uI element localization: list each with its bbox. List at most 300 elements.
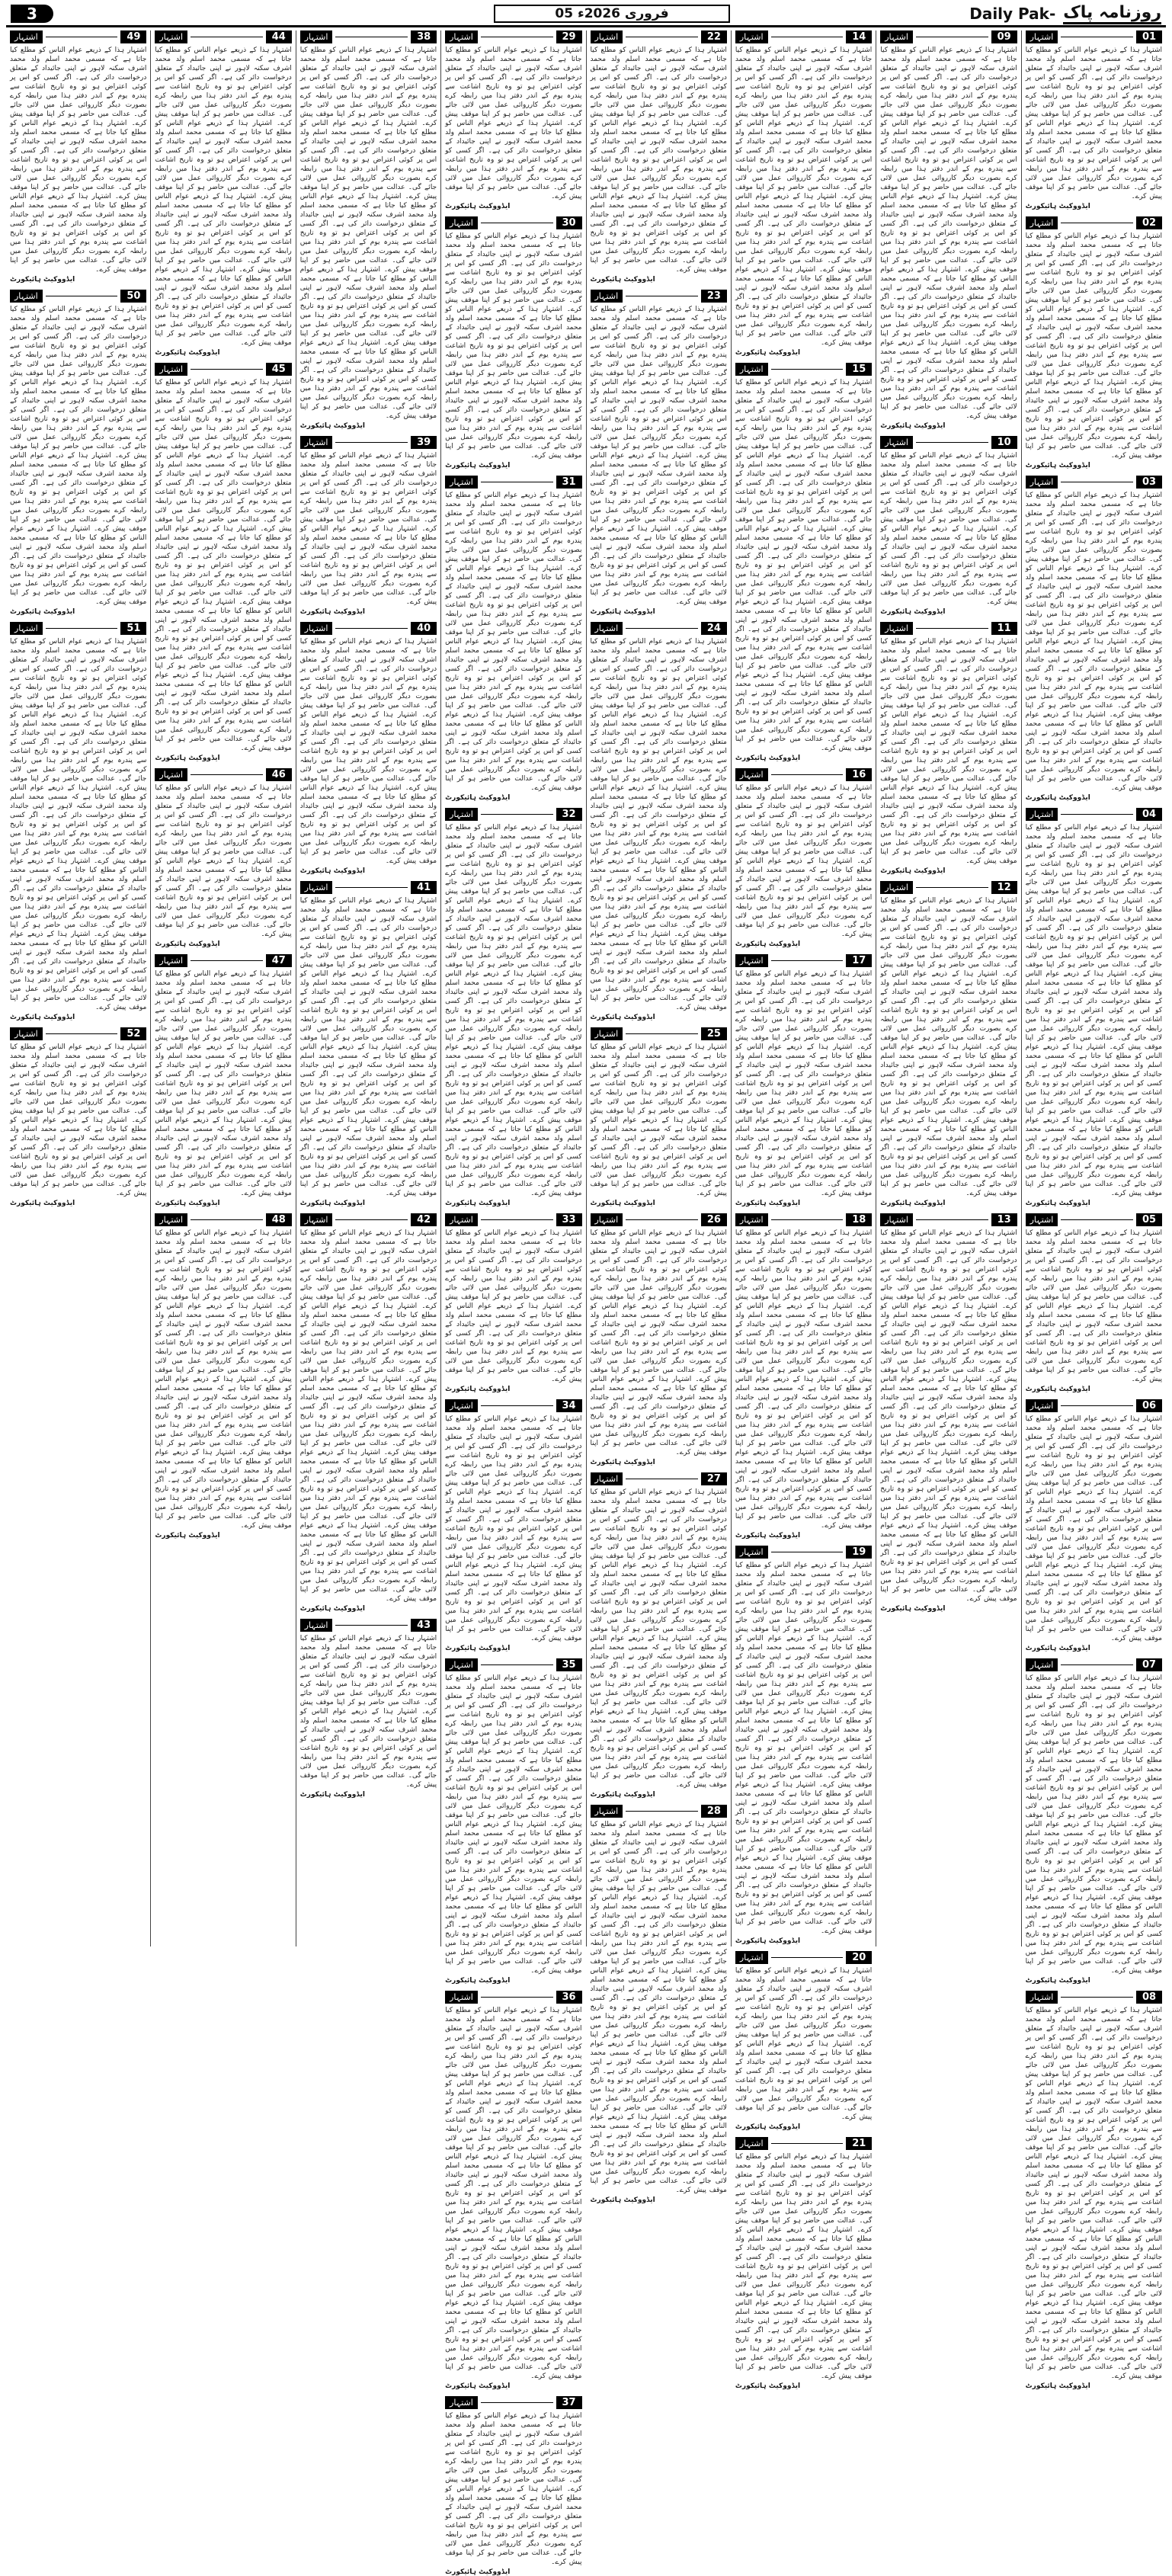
ad-header bbox=[735, 1213, 872, 1226]
classified-ad bbox=[1026, 1213, 1162, 1393]
ad-title: اشتہار bbox=[735, 363, 768, 376]
ad-body: اشتہار ہذا کے ذریعے عوام الناس کو مطلع کیا جاتا ہے کہ مسمی محمد اسلم ولد محمد اشرف سکنہ لاہور نے اپنی جائیداد کے متعلق درخواست دائر کی ہے۔ اگر کسی کو اس پر کوئی اعتراض ہو تو وہ تاریخ اشاعت سے پندرہ یوم کے اندر دفتر ہذا میں رابطہ کرے بصورت دیگر کارروائی عمل میں لائی جائے گی۔ عدالت میں حاضر ہو کر اپنا موقف پیش کرے۔ اشتہار ہذا کے ذریعے عوام الناس کو مطلع کیا جاتا ہے کہ مسمی محمد اسلم ولد محمد اشرف سکنہ لاہور نے اپنی جائیداد کے متعلق درخواست دائر کی ہے۔ اگر کسی کو اس پر کوئی اعتراض ہو تو وہ تاریخ اشاعت سے پندرہ یوم کے اندر دفتر ہذا میں رابطہ کرے بصورت دیگر کارروائی عمل میں لائی جائے گی۔ عدالت میں حاضر ہو کر اپنا موقف پیش کرے۔ اشتہار ہذا کے ذریعے عوام الناس کو مطلع کیا جاتا ہے کہ مسمی محمد اسلم ولد محمد اشرف سکنہ لاہور نے اپنی جائیداد کے متعلق درخواست دائر کی ہے۔ اگر کسی کو اس پر کوئی اعتراض ہو تو وہ تاریخ اشاعت سے پندرہ یوم کے اندر دفتر ہذا میں رابطہ کرے بصورت دیگر کارروائی عمل میں لائی جائے گی۔ عدالت میں حاضر ہو کر اپنا موقف پیش کرے۔ bbox=[590, 1229, 727, 1456]
ad-number: 20 bbox=[846, 1951, 872, 1964]
ad-title: اشتہار bbox=[591, 622, 623, 635]
ad-number: 35 bbox=[556, 1658, 582, 1671]
ad-body: اشتہار ہذا کے ذریعے عوام الناس کو مطلع کیا جاتا ہے کہ مسمی محمد اسلم ولد محمد اشرف سکنہ لاہور نے اپنی جائیداد کے متعلق درخواست دائر کی ہے۔ اگر کسی کو اس پر کوئی اعتراض ہو تو وہ تاریخ اشاعت سے پندرہ یوم کے اندر دفتر ہذا میں رابطہ کرے بصورت دیگر کارروائی عمل میں لائی جائے گی۔ عدالت میں حاضر ہو کر اپنا موقف پیش کرے۔ اشتہار ہذا کے ذریعے عوام الناس کو مطلع کیا جاتا ہے کہ مسمی محمد اسلم ولد محمد اشرف سکنہ لاہور نے اپنی جائیداد کے متعلق درخواست دائر کی ہے۔ اگر کسی کو اس پر کوئی اعتراض ہو تو وہ تاریخ اشاعت سے پندرہ یوم کے اندر دفتر ہذا میں رابطہ کرے بصورت دیگر کارروائی عمل میں لائی جائے گی۔ عدالت میں حاضر ہو کر اپنا موقف پیش کرے۔ اشتہار ہذا کے ذریعے عوام الناس کو مطلع کیا جاتا ہے کہ مسمی محمد اسلم ولد محمد اشرف سکنہ لاہور نے اپنی جائیداد کے متعلق درخواست دائر کی ہے۔ اگر کسی کو اس پر کوئی اعتراض ہو تو وہ تاریخ اشاعت سے پندرہ یوم کے اندر دفتر ہذا میں رابطہ کرے بصورت دیگر کارروائی عمل میں لائی جائے گی۔ عدالت میں حاضر ہو کر اپنا موقف پیش کرے۔ اشتہار ہذا کے ذریعے عوام الناس کو مطلع کیا جاتا ہے کہ مسمی محمد اسلم ولد محمد اشرف سکنہ لاہور نے اپنی جائیداد کے متعلق درخواست دائر کی ہے۔ اگر کسی کو اس پر کوئی اعتراض ہو تو وہ تاریخ اشاعت سے پندرہ یوم کے اندر دفتر ہذا میں رابطہ کرے بصورت دیگر کارروائی عمل میں لائی جائے گی۔ عدالت میں حاضر ہو کر اپنا موقف پیش کرے۔ bbox=[590, 1488, 727, 1789]
ad-body: اشتہار ہذا کے ذریعے عوام الناس کو مطلع کیا جاتا ہے کہ مسمی محمد اسلم ولد محمد اشرف سکنہ لاہور نے اپنی جائیداد کے متعلق درخواست دائر کی ہے۔ اگر کسی کو اس پر کوئی اعتراض ہو تو وہ تاریخ اشاعت سے پندرہ یوم کے اندر دفتر ہذا میں رابطہ کرے بصورت دیگر کارروائی عمل میں لائی جائے گی۔ عدالت میں حاضر ہو کر اپنا موقف پیش کرے۔ اشتہار ہذا کے ذریعے عوام الناس کو مطلع کیا جاتا ہے کہ مسمی محمد اسلم ولد محمد اشرف سکنہ لاہور نے اپنی جائیداد کے متعلق درخواست دائر کی ہے۔ اگر کسی کو اس پر کوئی اعتراض ہو تو وہ تاریخ اشاعت سے پندرہ یوم کے اندر دفتر ہذا میں رابطہ کرے بصورت دیگر کارروائی عمل میں لائی جائے گی۔ عدالت میں حاضر ہو کر اپنا موقف پیش کرے۔ اشتہار ہذا کے ذریعے عوام الناس کو مطلع کیا جاتا ہے کہ مسمی محمد اسلم ولد محمد اشرف سکنہ لاہور نے اپنی جائیداد کے متعلق درخواست دائر کی ہے۔ اگر کسی کو اس پر کوئی اعتراض ہو تو وہ تاریخ اشاعت سے پندرہ یوم کے اندر دفتر ہذا میں رابطہ کرے بصورت دیگر کارروائی عمل میں لائی جائے گی۔ عدالت میں حاضر ہو کر اپنا موقف پیش کرے۔ اشتہار ہذا کے ذریعے عوام الناس کو مطلع کیا جاتا ہے کہ مسمی محمد اسلم ولد محمد اشرف سکنہ لاہور نے اپنی جائیداد کے متعلق درخواست دائر کی ہے۔ اگر کسی کو اس پر کوئی اعتراض ہو تو وہ تاریخ اشاعت سے پندرہ یوم کے اندر دفتر ہذا میں رابطہ کرے بصورت دیگر کارروائی عمل میں لائی جائے گی۔ عدالت میں حاضر ہو کر اپنا موقف پیش کرے۔ اشتہار ہذا کے ذریعے عوام الناس کو مطلع کیا جاتا ہے کہ مسمی محمد اسلم ولد محمد اشرف سکنہ لاہور نے اپنی جائیداد کے متعلق درخواست دائر کی ہے۔ اگر کسی کو اس پر کوئی اعتراض ہو تو وہ تاریخ اشاعت سے پندرہ یوم کے اندر دفتر ہذا میں رابطہ کرے بصورت دیگر کارروائی عمل میں لائی جائے گی۔ عدالت میں حاضر ہو کر اپنا موقف پیش کرے۔ bbox=[880, 46, 1017, 420]
ad-signature: ایڈووکیٹ ہائیکورٹ bbox=[590, 608, 655, 616]
ad-signature: ایڈووکیٹ ہائیکورٹ bbox=[445, 794, 511, 802]
ad-header bbox=[880, 622, 1017, 635]
ad-body: اشتہار ہذا کے ذریعے عوام الناس کو مطلع کیا جاتا ہے کہ مسمی محمد اسلم ولد محمد اشرف سکنہ لاہور نے اپنی جائیداد کے متعلق درخواست دائر کی ہے۔ اگر کسی کو اس پر کوئی اعتراض ہو تو وہ تاریخ اشاعت سے پندرہ یوم کے اندر دفتر ہذا میں رابطہ کرے بصورت دیگر کارروائی عمل میں لائی جائے گی۔ عدالت میں حاضر ہو کر اپنا موقف پیش کرے۔ اشتہار ہذا کے ذریعے عوام الناس کو مطلع کیا جاتا ہے کہ مسمی محمد اسلم ولد محمد اشرف سکنہ لاہور نے اپنی جائیداد کے متعلق درخواست دائر کی ہے۔ اگر کسی کو اس پر کوئی اعتراض ہو تو وہ تاریخ اشاعت سے پندرہ یوم کے اندر دفتر ہذا میں رابطہ کرے بصورت دیگر کارروائی عمل میں لائی جائے گی۔ عدالت میں حاضر ہو کر اپنا موقف پیش کرے۔ bbox=[155, 784, 292, 938]
ad-signature: ایڈووکیٹ ہائیکورٹ bbox=[735, 1532, 801, 1540]
ad-number: 30 bbox=[556, 216, 582, 229]
ad-title: اشتہار bbox=[155, 1213, 187, 1226]
ad-header bbox=[445, 1213, 581, 1226]
classified-ad bbox=[1026, 1658, 1162, 1985]
classified-ad bbox=[10, 290, 146, 616]
ad-header bbox=[735, 1546, 872, 1559]
classified-ad bbox=[880, 1213, 1017, 1613]
ad-number: 39 bbox=[411, 436, 437, 449]
classified-ad bbox=[591, 1213, 727, 1466]
ad-column bbox=[6, 30, 150, 1946]
ad-number: 11 bbox=[991, 622, 1017, 635]
ad-signature: ایڈووکیٹ ہائیکورٹ bbox=[1025, 1386, 1090, 1393]
ad-title: اشتہار bbox=[445, 1399, 478, 1412]
ad-title: اشتہار bbox=[735, 1546, 768, 1559]
ad-body: اشتہار ہذا کے ذریعے عوام الناس کو مطلع کیا جاتا ہے کہ مسمی محمد اسلم ولد محمد اشرف سکنہ لاہور نے اپنی جائیداد کے متعلق درخواست دائر کی ہے۔ اگر کسی کو اس پر کوئی اعتراض ہو تو وہ تاریخ اشاعت سے پندرہ یوم کے اندر دفتر ہذا میں رابطہ کرے بصورت دیگر کارروائی عمل میں لائی جائے گی۔ عدالت میں حاضر ہو کر اپنا موقف پیش کرے۔ اشتہار ہذا کے ذریعے عوام الناس کو مطلع کیا جاتا ہے کہ مسمی محمد اسلم ولد محمد اشرف سکنہ لاہور نے اپنی جائیداد کے متعلق درخواست دائر کی ہے۔ اگر کسی کو اس پر کوئی اعتراض ہو تو وہ تاریخ اشاعت سے پندرہ یوم کے اندر دفتر ہذا میں رابطہ کرے بصورت دیگر کارروائی عمل میں لائی جائے گی۔ عدالت میں حاضر ہو کر اپنا موقف پیش کرے۔ اشتہار ہذا کے ذریعے عوام الناس کو مطلع کیا جاتا ہے کہ مسمی محمد اسلم ولد محمد اشرف سکنہ لاہور نے اپنی جائیداد کے متعلق درخواست دائر کی ہے۔ اگر کسی کو اس پر کوئی اعتراض ہو تو وہ تاریخ اشاعت سے پندرہ یوم کے اندر دفتر ہذا میں رابطہ کرے بصورت دیگر کارروائی عمل میں لائی جائے گی۔ عدالت میں حاضر ہو کر اپنا موقف پیش کرے۔ bbox=[1025, 1415, 1162, 1642]
ad-divider bbox=[626, 1033, 698, 1034]
ad-header bbox=[1026, 1658, 1162, 1671]
ad-number: 12 bbox=[991, 881, 1017, 894]
classified-ad bbox=[300, 1619, 437, 1799]
ad-number: 48 bbox=[266, 1213, 292, 1226]
ad-body: اشتہار ہذا کے ذریعے عوام الناس کو مطلع کیا جاتا ہے کہ مسمی محمد اسلم ولد محمد اشرف سکنہ لاہور نے اپنی جائیداد کے متعلق درخواست دائر کی ہے۔ اگر کسی کو اس پر کوئی اعتراض ہو تو وہ تاریخ اشاعت سے پندرہ یوم کے اندر دفتر ہذا میں رابطہ کرے بصورت دیگر کارروائی عمل میں لائی جائے گی۔ عدالت میں حاضر ہو کر اپنا موقف پیش کرے۔ اشتہار ہذا کے ذریعے عوام الناس کو مطلع کیا جاتا ہے کہ مسمی محمد اسلم ولد محمد اشرف سکنہ لاہور نے اپنی جائیداد کے متعلق درخواست دائر کی ہے۔ اگر کسی کو اس پر کوئی اعتراض ہو تو وہ تاریخ اشاعت سے پندرہ یوم کے اندر دفتر ہذا میں رابطہ کرے بصورت دیگر کارروائی عمل میں لائی جائے گی۔ عدالت میں حاضر ہو کر اپنا موقف پیش کرے۔ اشتہار ہذا کے ذریعے عوام الناس کو مطلع کیا جاتا ہے کہ مسمی محمد اسلم ولد محمد اشرف سکنہ لاہور نے اپنی جائیداد کے متعلق درخواست دائر کی ہے۔ اگر کسی کو اس پر کوئی اعتراض ہو تو وہ تاریخ اشاعت سے پندرہ یوم کے اندر دفتر ہذا میں رابطہ کرے بصورت دیگر کارروائی عمل میں لائی جائے گی۔ عدالت میں حاضر ہو کر اپنا موقف پیش کرے۔ اشتہار ہذا کے ذریعے عوام الناس کو مطلع کیا جاتا ہے کہ مسمی محمد اسلم ولد محمد اشرف سکنہ لاہور نے اپنی جائیداد کے متعلق درخواست دائر کی ہے۔ اگر کسی کو اس پر کوئی اعتراض ہو تو وہ تاریخ اشاعت سے پندرہ یوم کے اندر دفتر ہذا میں رابطہ کرے بصورت دیگر کارروائی عمل میں لائی جائے گی۔ عدالت میں حاضر ہو کر اپنا موقف پیش کرے۔ اشتہار ہذا کے ذریعے عوام الناس کو مطلع کیا جاتا ہے کہ مسمی محمد اسلم ولد محمد اشرف سکنہ لاہور نے اپنی جائیداد کے متعلق درخواست دائر کی ہے۔ اگر کسی کو اس پر کوئی اعتراض ہو تو وہ تاریخ اشاعت سے پندرہ یوم کے اندر دفتر ہذا میں رابطہ کرے بصورت دیگر کارروائی عمل میں لائی جائے گی۔ عدالت میں حاضر ہو کر اپنا موقف پیش کرے۔ bbox=[445, 2007, 582, 2380]
ad-body: اشتہار ہذا کے ذریعے عوام الناس کو مطلع کیا جاتا ہے کہ مسمی محمد اسلم ولد محمد اشرف سکنہ لاہور نے اپنی جائیداد کے متعلق درخواست دائر کی ہے۔ اگر کسی کو اس پر کوئی اعتراض ہو تو وہ تاریخ اشاعت سے پندرہ یوم کے اندر دفتر ہذا میں رابطہ کرے بصورت دیگر کارروائی عمل میں لائی جائے گی۔ عدالت میں حاضر ہو کر اپنا موقف پیش کرے۔ اشتہار ہذا کے ذریعے عوام الناس کو مطلع کیا جاتا ہے کہ مسمی محمد اسلم ولد محمد اشرف سکنہ لاہور نے اپنی جائیداد کے متعلق درخواست دائر کی ہے۔ اگر کسی کو اس پر کوئی اعتراض ہو تو وہ تاریخ اشاعت سے پندرہ یوم کے اندر دفتر ہذا میں رابطہ کرے بصورت دیگر کارروائی عمل میں لائی جائے گی۔ عدالت میں حاضر ہو کر اپنا موقف پیش کرے۔ اشتہار ہذا کے ذریعے عوام الناس کو مطلع کیا جاتا ہے کہ مسمی محمد اسلم ولد محمد اشرف سکنہ لاہور نے اپنی جائیداد کے متعلق درخواست دائر کی ہے۔ اگر کسی کو اس پر کوئی اعتراض ہو تو وہ تاریخ اشاعت سے پندرہ یوم کے اندر دفتر ہذا میں رابطہ کرے بصورت دیگر کارروائی عمل میں لائی جائے گی۔ عدالت میں حاضر ہو کر اپنا موقف پیش کرے۔ bbox=[735, 970, 873, 1197]
ad-number: 22 bbox=[701, 30, 727, 43]
ad-header bbox=[445, 2396, 581, 2409]
classified-ad bbox=[880, 30, 1017, 430]
ad-signature: ایڈووکیٹ ہائیکورٹ bbox=[735, 755, 801, 762]
ad-body: اشتہار ہذا کے ذریعے عوام الناس کو مطلع کیا جاتا ہے کہ مسمی محمد اسلم ولد محمد اشرف سکنہ لاہور نے اپنی جائیداد کے متعلق درخواست دائر کی ہے۔ اگر کسی کو اس پر کوئی اعتراض ہو تو وہ تاریخ اشاعت سے پندرہ یوم کے اندر دفتر ہذا میں رابطہ کرے بصورت دیگر کارروائی عمل میں لائی جائے گی۔ عدالت میں حاضر ہو کر اپنا موقف پیش کرے۔ اشتہار ہذا کے ذریعے عوام الناس کو مطلع کیا جاتا ہے کہ مسمی محمد اسلم ولد محمد اشرف سکنہ لاہور نے اپنی جائیداد کے متعلق درخواست دائر کی ہے۔ اگر کسی کو اس پر کوئی اعتراض ہو تو وہ تاریخ اشاعت سے پندرہ یوم کے اندر دفتر ہذا میں رابطہ کرے بصورت دیگر کارروائی عمل میں لائی جائے گی۔ عدالت میں حاضر ہو کر اپنا موقف پیش کرے۔ اشتہار ہذا کے ذریعے عوام الناس کو مطلع کیا جاتا ہے کہ مسمی محمد اسلم ولد محمد اشرف سکنہ لاہور نے اپنی جائیداد کے متعلق درخواست دائر کی ہے۔ اگر کسی کو اس پر کوئی اعتراض ہو تو وہ تاریخ اشاعت سے پندرہ یوم کے اندر دفتر ہذا میں رابطہ کرے بصورت دیگر کارروائی عمل میں لائی جائے گی۔ عدالت میں حاضر ہو کر اپنا موقف پیش کرے۔ bbox=[880, 638, 1017, 865]
ad-signature: ایڈووکیٹ ہائیکورٹ bbox=[880, 422, 946, 430]
ad-column bbox=[586, 30, 731, 2204]
classified-ad bbox=[1026, 1991, 1162, 2390]
ad-body: اشتہار ہذا کے ذریعے عوام الناس کو مطلع کیا جاتا ہے کہ مسمی محمد اسلم ولد محمد اشرف سکنہ لاہور نے اپنی جائیداد کے متعلق درخواست دائر کی ہے۔ اگر کسی کو اس پر کوئی اعتراض ہو تو وہ تاریخ اشاعت سے پندرہ یوم کے اندر دفتر ہذا میں رابطہ کرے بصورت دیگر کارروائی عمل میں لائی جائے گی۔ عدالت میں حاضر ہو کر اپنا موقف پیش کرے۔ اشتہار ہذا کے ذریعے عوام الناس کو مطلع کیا جاتا ہے کہ مسمی محمد اسلم ولد محمد اشرف سکنہ لاہور نے اپنی جائیداد کے متعلق درخواست دائر کی ہے۔ اگر کسی کو اس پر کوئی اعتراض ہو تو وہ تاریخ اشاعت سے پندرہ یوم کے اندر دفتر ہذا میں رابطہ کرے بصورت دیگر کارروائی عمل میں لائی جائے گی۔ عدالت میں حاضر ہو کر اپنا موقف پیش کرے۔ اشتہار ہذا کے ذریعے عوام الناس کو مطلع کیا جاتا ہے کہ مسمی محمد اسلم ولد محمد اشرف سکنہ لاہور نے اپنی جائیداد کے متعلق درخواست دائر کی ہے۔ اگر کسی کو اس پر کوئی اعتراض ہو تو وہ تاریخ اشاعت سے پندرہ یوم کے اندر دفتر ہذا میں رابطہ کرے بصورت دیگر کارروائی عمل میں لائی جائے گی۔ عدالت میں حاضر ہو کر اپنا موقف پیش کرے۔ bbox=[590, 46, 727, 274]
ad-header bbox=[300, 881, 437, 894]
ad-signature: ایڈووکیٹ ہائیکورٹ bbox=[880, 1605, 946, 1613]
classified-ad bbox=[591, 1805, 727, 2204]
ad-signature: ایڈووکیٹ ہائیکورٹ bbox=[1025, 1645, 1090, 1652]
ad-header bbox=[1026, 30, 1162, 43]
ad-signature: ایڈووکیٹ ہائیکورٹ bbox=[735, 2123, 801, 2131]
ad-number: 23 bbox=[701, 290, 727, 303]
classified-ad bbox=[735, 954, 872, 1207]
ad-title: اشتہار bbox=[1026, 30, 1058, 43]
ad-number: 50 bbox=[120, 290, 146, 303]
ad-divider bbox=[481, 1997, 553, 1998]
ad-body: اشتہار ہذا کے ذریعے عوام الناس کو مطلع کیا جاتا ہے کہ مسمی محمد اسلم ولد محمد اشرف سکنہ لاہور نے اپنی جائیداد کے متعلق درخواست دائر کی ہے۔ اگر کسی کو اس پر کوئی اعتراض ہو تو وہ تاریخ اشاعت سے پندرہ یوم کے اندر دفتر ہذا میں رابطہ کرے بصورت دیگر کارروائی عمل میں لائی جائے گی۔ عدالت میں حاضر ہو کر اپنا موقف پیش کرے۔ اشتہار ہذا کے ذریعے عوام الناس کو مطلع کیا جاتا ہے کہ مسمی محمد اسلم ولد محمد اشرف سکنہ لاہور نے اپنی جائیداد کے متعلق درخواست دائر کی ہے۔ اگر کسی کو اس پر کوئی اعتراض ہو تو وہ تاریخ اشاعت سے پندرہ یوم کے اندر دفتر ہذا میں رابطہ کرے بصورت دیگر کارروائی عمل میں لائی جائے گی۔ عدالت میں حاضر ہو کر اپنا موقف پیش کرے۔ اشتہار ہذا کے ذریعے عوام الناس کو مطلع کیا جاتا ہے کہ مسمی محمد اسلم ولد محمد اشرف سکنہ لاہور نے اپنی جائیداد کے متعلق درخواست دائر کی ہے۔ اگر کسی کو اس پر کوئی اعتراض ہو تو وہ تاریخ اشاعت سے پندرہ یوم کے اندر دفتر ہذا میں رابطہ کرے بصورت دیگر کارروائی عمل میں لائی جائے گی۔ عدالت میں حاضر ہو کر اپنا موقف پیش کرے۔ اشتہار ہذا کے ذریعے عوام الناس کو مطلع کیا جاتا ہے کہ مسمی محمد اسلم ولد محمد اشرف سکنہ لاہور نے اپنی جائیداد کے متعلق درخواست دائر کی ہے۔ اگر کسی کو اس پر کوئی اعتراض ہو تو وہ تاریخ اشاعت سے پندرہ یوم کے اندر دفتر ہذا میں رابطہ کرے بصورت دیگر کارروائی عمل میں لائی جائے گی۔ عدالت میں حاضر ہو کر اپنا موقف پیش کرے۔ bbox=[590, 306, 727, 606]
ad-title: اشتہار bbox=[10, 622, 43, 635]
classified-ad bbox=[880, 436, 1017, 616]
ad-signature: ایڈووکیٹ ہائیکورٹ bbox=[155, 1532, 220, 1540]
ad-signature: ایڈووکیٹ ہائیکورٹ bbox=[155, 349, 220, 357]
ad-body: اشتہار ہذا کے ذریعے عوام الناس کو مطلع کیا جاتا ہے کہ مسمی محمد اسلم ولد محمد اشرف سکنہ لاہور نے اپنی جائیداد کے متعلق درخواست دائر کی ہے۔ اگر کسی کو اس پر کوئی اعتراض ہو تو وہ تاریخ اشاعت سے پندرہ یوم کے اندر دفتر ہذا میں رابطہ کرے بصورت دیگر کارروائی عمل میں لائی جائے گی۔ عدالت میں حاضر ہو کر اپنا موقف پیش کرے۔ اشتہار ہذا کے ذریعے عوام الناس کو مطلع کیا جاتا ہے کہ مسمی محمد اسلم ولد محمد اشرف سکنہ لاہور نے اپنی جائیداد کے متعلق درخواست دائر کی ہے۔ اگر کسی کو اس پر کوئی اعتراض ہو تو وہ تاریخ اشاعت سے پندرہ یوم کے اندر دفتر ہذا میں رابطہ کرے بصورت دیگر کارروائی عمل میں لائی جائے گی۔ عدالت میں حاضر ہو کر اپنا موقف پیش کرے۔ اشتہار ہذا کے ذریعے عوام الناس کو مطلع کیا جاتا ہے کہ مسمی محمد اسلم ولد محمد اشرف سکنہ لاہور نے اپنی جائیداد کے متعلق درخواست دائر کی ہے۔ اگر کسی کو اس پر کوئی اعتراض ہو تو وہ تاریخ اشاعت سے پندرہ یوم کے اندر دفتر ہذا میں رابطہ کرے بصورت دیگر کارروائی عمل میں لائی جائے گی۔ عدالت میں حاضر ہو کر اپنا موقف پیش کرے۔ اشتہار ہذا کے ذریعے عوام الناس کو مطلع کیا جاتا ہے کہ مسمی محمد اسلم ولد محمد اشرف سکنہ لاہور نے اپنی جائیداد کے متعلق درخواست دائر کی ہے۔ اگر کسی کو اس پر کوئی اعتراض ہو تو وہ تاریخ اشاعت سے پندرہ یوم کے اندر دفتر ہذا میں رابطہ کرے بصورت دیگر کارروائی عمل میں لائی جائے گی۔ عدالت میں حاضر ہو کر اپنا موقف پیش کرے۔ bbox=[445, 492, 582, 792]
ad-number: 25 bbox=[701, 1027, 727, 1040]
ad-number: 04 bbox=[1136, 808, 1162, 821]
ad-header bbox=[735, 1951, 872, 1964]
ad-divider bbox=[916, 887, 988, 888]
ad-title: اشتہار bbox=[10, 30, 43, 43]
ad-title: اشتہار bbox=[591, 1213, 623, 1226]
ad-divider bbox=[191, 369, 263, 370]
ad-title: اشتہار bbox=[735, 1213, 768, 1226]
classified-ad bbox=[445, 1658, 581, 1985]
ad-number: 24 bbox=[701, 622, 727, 635]
ad-number: 18 bbox=[846, 1213, 872, 1226]
ad-signature: ایڈووکیٹ ہائیکورٹ bbox=[1025, 2382, 1090, 2390]
ad-body: اشتہار ہذا کے ذریعے عوام الناس کو مطلع کیا جاتا ہے کہ مسمی محمد اسلم ولد محمد اشرف سکنہ لاہور نے اپنی جائیداد کے متعلق درخواست دائر کی ہے۔ اگر کسی کو اس پر کوئی اعتراض ہو تو وہ تاریخ اشاعت سے پندرہ یوم کے اندر دفتر ہذا میں رابطہ کرے بصورت دیگر کارروائی عمل میں لائی جائے گی۔ عدالت میں حاضر ہو کر اپنا موقف پیش کرے۔ اشتہار ہذا کے ذریعے عوام الناس کو مطلع کیا جاتا ہے کہ مسمی محمد اسلم ولد محمد اشرف سکنہ لاہور نے اپنی جائیداد کے متعلق درخواست دائر کی ہے۔ اگر کسی کو اس پر کوئی اعتراض ہو تو وہ تاریخ اشاعت سے پندرہ یوم کے اندر دفتر ہذا میں رابطہ کرے بصورت دیگر کارروائی عمل میں لائی جائے گی۔ عدالت میں حاضر ہو کر اپنا موقف پیش کرے۔ اشتہار ہذا کے ذریعے عوام الناس کو مطلع کیا جاتا ہے کہ مسمی محمد اسلم ولد محمد اشرف سکنہ لاہور نے اپنی جائیداد کے متعلق درخواست دائر کی ہے۔ اگر کسی کو اس پر کوئی اعتراض ہو تو وہ تاریخ اشاعت سے پندرہ یوم کے اندر دفتر ہذا میں رابطہ کرے بصورت دیگر کارروائی عمل میں لائی جائے گی۔ عدالت میں حاضر ہو کر اپنا موقف پیش کرے۔ اشتہار ہذا کے ذریعے عوام الناس کو مطلع کیا جاتا ہے کہ مسمی محمد اسلم ولد محمد اشرف سکنہ لاہور نے اپنی جائیداد کے متعلق درخواست دائر کی ہے۔ اگر کسی کو اس پر کوئی اعتراض ہو تو وہ تاریخ اشاعت سے پندرہ یوم کے اندر دفتر ہذا میں رابطہ کرے بصورت دیگر کارروائی عمل میں لائی جائے گی۔ عدالت میں حاضر ہو کر اپنا موقف پیش کرے۔ bbox=[155, 46, 292, 347]
ad-signature: ایڈووکیٹ ہائیکورٹ bbox=[445, 462, 511, 469]
ad-divider bbox=[191, 960, 263, 961]
ad-body: اشتہار ہذا کے ذریعے عوام الناس کو مطلع کیا جاتا ہے کہ مسمی محمد اسلم ولد محمد اشرف سکنہ لاہور نے اپنی جائیداد کے متعلق درخواست دائر کی ہے۔ اگر کسی کو اس پر کوئی اعتراض ہو تو وہ تاریخ اشاعت سے پندرہ یوم کے اندر دفتر ہذا میں رابطہ کرے بصورت دیگر کارروائی عمل میں لائی جائے گی۔ عدالت میں حاضر ہو کر اپنا موقف پیش کرے۔ اشتہار ہذا کے ذریعے عوام الناس کو مطلع کیا جاتا ہے کہ مسمی محمد اسلم ولد محمد اشرف سکنہ لاہور نے اپنی جائیداد کے متعلق درخواست دائر کی ہے۔ اگر کسی کو اس پر کوئی اعتراض ہو تو وہ تاریخ اشاعت سے پندرہ یوم کے اندر دفتر ہذا میں رابطہ کرے بصورت دیگر کارروائی عمل میں لائی جائے گی۔ عدالت میں حاضر ہو کر اپنا موقف پیش کرے۔ اشتہار ہذا کے ذریعے عوام الناس کو مطلع کیا جاتا ہے کہ مسمی محمد اسلم ولد محمد اشرف سکنہ لاہور نے اپنی جائیداد کے متعلق درخواست دائر کی ہے۔ اگر کسی کو اس پر کوئی اعتراض ہو تو وہ تاریخ اشاعت سے پندرہ یوم کے اندر دفتر ہذا میں رابطہ کرے بصورت دیگر کارروائی عمل میں لائی جائے گی۔ عدالت میں حاضر ہو کر اپنا موقف پیش کرے۔ اشتہار ہذا کے ذریعے عوام الناس کو مطلع کیا جاتا ہے کہ مسمی محمد اسلم ولد محمد اشرف سکنہ لاہور نے اپنی جائیداد کے متعلق درخواست دائر کی ہے۔ اگر کسی کو اس پر کوئی اعتراض ہو تو وہ تاریخ اشاعت سے پندرہ یوم کے اندر دفتر ہذا میں رابطہ کرے بصورت دیگر کارروائی عمل میں لائی جائے گی۔ عدالت میں حاضر ہو کر اپنا موقف پیش کرے۔ bbox=[1025, 1674, 1162, 1975]
ad-header bbox=[445, 216, 581, 229]
ad-title: اشتہار bbox=[300, 622, 333, 635]
ad-header bbox=[300, 436, 437, 449]
ad-divider bbox=[1061, 1219, 1133, 1220]
ad-number: 45 bbox=[266, 363, 292, 376]
ad-divider bbox=[1061, 814, 1133, 815]
ad-signature: ایڈووکیٹ ہائیکورٹ bbox=[1025, 794, 1090, 802]
classified-ad bbox=[735, 768, 872, 948]
ad-header bbox=[880, 881, 1017, 894]
ad-body: اشتہار ہذا کے ذریعے عوام الناس کو مطلع کیا جاتا ہے کہ مسمی محمد اسلم ولد محمد اشرف سکنہ لاہور نے اپنی جائیداد کے متعلق درخواست دائر کی ہے۔ اگر کسی کو اس پر کوئی اعتراض ہو تو وہ تاریخ اشاعت سے پندرہ یوم کے اندر دفتر ہذا میں رابطہ کرے بصورت دیگر کارروائی عمل میں لائی جائے گی۔ عدالت میں حاضر ہو کر اپنا موقف پیش کرے۔ اشتہار ہذا کے ذریعے عوام الناس کو مطلع کیا جاتا ہے کہ مسمی محمد اسلم ولد محمد اشرف سکنہ لاہور نے اپنی جائیداد کے متعلق درخواست دائر کی ہے۔ اگر کسی کو اس پر کوئی اعتراض ہو تو وہ تاریخ اشاعت سے پندرہ یوم کے اندر دفتر ہذا میں رابطہ کرے بصورت دیگر کارروائی عمل میں لائی جائے گی۔ عدالت میں حاضر ہو کر اپنا موقف پیش کرے۔ اشتہار ہذا کے ذریعے عوام الناس کو مطلع کیا جاتا ہے کہ مسمی محمد اسلم ولد محمد اشرف سکنہ لاہور نے اپنی جائیداد کے متعلق درخواست دائر کی ہے۔ اگر کسی کو اس پر کوئی اعتراض ہو تو وہ تاریخ اشاعت سے پندرہ یوم کے اندر دفتر ہذا میں رابطہ کرے بصورت دیگر کارروائی عمل میں لائی جائے گی۔ عدالت میں حاضر ہو کر اپنا موقف پیش کرے۔ اشتہار ہذا کے ذریعے عوام الناس کو مطلع کیا جاتا ہے کہ مسمی محمد اسلم ولد محمد اشرف سکنہ لاہور نے اپنی جائیداد کے متعلق درخواست دائر کی ہے۔ اگر کسی کو اس پر کوئی اعتراض ہو تو وہ تاریخ اشاعت سے پندرہ یوم کے اندر دفتر ہذا میں رابطہ کرے بصورت دیگر کارروائی عمل میں لائی جائے گی۔ عدالت میں حاضر ہو کر اپنا موقف پیش کرے۔ bbox=[10, 306, 147, 606]
ad-title: اشتہار bbox=[445, 2396, 478, 2409]
ad-number: 41 bbox=[411, 881, 437, 894]
ad-header bbox=[10, 290, 146, 303]
ad-signature: ایڈووکیٹ ہائیکورٹ bbox=[880, 867, 946, 875]
ad-header bbox=[1026, 476, 1162, 489]
ad-signature: ایڈووکیٹ ہائیکورٹ bbox=[590, 2196, 655, 2204]
ad-header bbox=[735, 30, 872, 43]
ad-divider bbox=[916, 628, 988, 629]
ad-number: 17 bbox=[846, 954, 872, 967]
ad-header bbox=[300, 1213, 437, 1226]
ad-number: 29 bbox=[556, 30, 582, 43]
ad-header bbox=[155, 30, 291, 43]
ad-number: 27 bbox=[701, 1472, 727, 1485]
ad-body: اشتہار ہذا کے ذریعے عوام الناس کو مطلع کیا جاتا ہے کہ مسمی محمد اسلم ولد محمد اشرف سکنہ لاہور نے اپنی جائیداد کے متعلق درخواست دائر کی ہے۔ اگر کسی کو اس پر کوئی اعتراض ہو تو وہ تاریخ اشاعت سے پندرہ یوم کے اندر دفتر ہذا میں رابطہ کرے بصورت دیگر کارروائی عمل میں لائی جائے گی۔ عدالت میں حاضر ہو کر اپنا موقف پیش کرے۔ اشتہار ہذا کے ذریعے عوام الناس کو مطلع کیا جاتا ہے کہ مسمی محمد اسلم ولد محمد اشرف سکنہ لاہور نے اپنی جائیداد کے متعلق درخواست دائر کی ہے۔ اگر کسی کو اس پر کوئی اعتراض ہو تو وہ تاریخ اشاعت سے پندرہ یوم کے اندر دفتر ہذا میں رابطہ کرے بصورت دیگر کارروائی عمل میں لائی جائے گی۔ عدالت میں حاضر ہو کر اپنا موقف پیش کرے۔ اشتہار ہذا کے ذریعے عوام الناس کو مطلع کیا جاتا ہے کہ مسمی محمد اسلم ولد محمد اشرف سکنہ لاہور نے اپنی جائیداد کے متعلق درخواست دائر کی ہے۔ اگر کسی کو اس پر کوئی اعتراض ہو تو وہ تاریخ اشاعت سے پندرہ یوم کے اندر دفتر ہذا میں رابطہ کرے بصورت دیگر کارروائی عمل میں لائی جائے گی۔ عدالت میں حاضر ہو کر اپنا موقف پیش کرے۔ bbox=[445, 232, 582, 460]
ad-body: اشتہار ہذا کے ذریعے عوام الناس کو مطلع کیا جاتا ہے کہ مسمی محمد اسلم ولد محمد اشرف سکنہ لاہور نے اپنی جائیداد کے متعلق درخواست دائر کی ہے۔ اگر کسی کو اس پر کوئی اعتراض ہو تو وہ تاریخ اشاعت سے پندرہ یوم کے اندر دفتر ہذا میں رابطہ کرے بصورت دیگر کارروائی عمل میں لائی جائے گی۔ عدالت میں حاضر ہو کر اپنا موقف پیش کرے۔ اشتہار ہذا کے ذریعے عوام الناس کو مطلع کیا جاتا ہے کہ مسمی محمد اسلم ولد محمد اشرف سکنہ لاہور نے اپنی جائیداد کے متعلق درخواست دائر کی ہے۔ اگر کسی کو اس پر کوئی اعتراض ہو تو وہ تاریخ اشاعت سے پندرہ یوم کے اندر دفتر ہذا میں رابطہ کرے بصورت دیگر کارروائی عمل میں لائی جائے گی۔ عدالت میں حاضر ہو کر اپنا موقف پیش کرے۔ اشتہار ہذا کے ذریعے عوام الناس کو مطلع کیا جاتا ہے کہ مسمی محمد اسلم ولد محمد اشرف سکنہ لاہور نے اپنی جائیداد کے متعلق درخواست دائر کی ہے۔ اگر کسی کو اس پر کوئی اعتراض ہو تو وہ تاریخ اشاعت سے پندرہ یوم کے اندر دفتر ہذا میں رابطہ کرے بصورت دیگر کارروائی عمل میں لائی جائے گی۔ عدالت میں حاضر ہو کر اپنا موقف پیش کرے۔ اشتہار ہذا کے ذریعے عوام الناس کو مطلع کیا جاتا ہے کہ مسمی محمد اسلم ولد محمد اشرف سکنہ لاہور نے اپنی جائیداد کے متعلق درخواست دائر کی ہے۔ اگر کسی کو اس پر کوئی اعتراض ہو تو وہ تاریخ اشاعت سے پندرہ یوم کے اندر دفتر ہذا میں رابطہ کرے بصورت دیگر کارروائی عمل میں لائی جائے گی۔ عدالت میں حاضر ہو کر اپنا موقف پیش کرے۔ اشتہار ہذا کے ذریعے عوام الناس کو مطلع کیا جاتا ہے کہ مسمی محمد اسلم ولد محمد اشرف سکنہ لاہور نے اپنی جائیداد کے متعلق درخواست دائر کی ہے۔ اگر کسی کو اس پر کوئی اعتراض ہو تو وہ تاریخ اشاعت سے پندرہ یوم کے اندر دفتر ہذا میں رابطہ کرے بصورت دیگر کارروائی عمل میں لائی جائے گی۔ عدالت میں حاضر ہو کر اپنا موقف پیش کرے۔ bbox=[10, 638, 147, 1011]
ad-column bbox=[296, 30, 440, 1946]
classified-ad bbox=[445, 1213, 581, 1393]
ad-body: اشتہار ہذا کے ذریعے عوام الناس کو مطلع کیا جاتا ہے کہ مسمی محمد اسلم ولد محمد اشرف سکنہ لاہور نے اپنی جائیداد کے متعلق درخواست دائر کی ہے۔ اگر کسی کو اس پر کوئی اعتراض ہو تو وہ تاریخ اشاعت سے پندرہ یوم کے اندر دفتر ہذا میں رابطہ کرے بصورت دیگر کارروائی عمل میں لائی جائے گی۔ عدالت میں حاضر ہو کر اپنا موقف پیش کرے۔ اشتہار ہذا کے ذریعے عوام الناس کو مطلع کیا جاتا ہے کہ مسمی محمد اسلم ولد محمد اشرف سکنہ لاہور نے اپنی جائیداد کے متعلق درخواست دائر کی ہے۔ اگر کسی کو اس پر کوئی اعتراض ہو تو وہ تاریخ اشاعت سے پندرہ یوم کے اندر دفتر ہذا میں رابطہ کرے بصورت دیگر کارروائی عمل میں لائی جائے گی۔ عدالت میں حاضر ہو کر اپنا موقف پیش کرے۔ bbox=[735, 1967, 873, 2121]
ad-number: 14 bbox=[846, 30, 872, 43]
ad-body: اشتہار ہذا کے ذریعے عوام الناس کو مطلع کیا جاتا ہے کہ مسمی محمد اسلم ولد محمد اشرف سکنہ لاہور نے اپنی جائیداد کے متعلق درخواست دائر کی ہے۔ اگر کسی کو اس پر کوئی اعتراض ہو تو وہ تاریخ اشاعت سے پندرہ یوم کے اندر دفتر ہذا میں رابطہ کرے بصورت دیگر کارروائی عمل میں لائی جائے گی۔ عدالت میں حاضر ہو کر اپنا موقف پیش کرے۔ اشتہار ہذا کے ذریعے عوام الناس کو مطلع کیا جاتا ہے کہ مسمی محمد اسلم ولد محمد اشرف سکنہ لاہور نے اپنی جائیداد کے متعلق درخواست دائر کی ہے۔ اگر کسی کو اس پر کوئی اعتراض ہو تو وہ تاریخ اشاعت سے پندرہ یوم کے اندر دفتر ہذا میں رابطہ کرے بصورت دیگر کارروائی عمل میں لائی جائے گی۔ عدالت میں حاضر ہو کر اپنا موقف پیش کرے۔ bbox=[445, 1229, 582, 1383]
ad-title: اشتہار bbox=[445, 808, 478, 821]
ad-header bbox=[591, 30, 727, 43]
classified-ad bbox=[735, 2137, 872, 2390]
ad-header bbox=[445, 1658, 581, 1671]
ad-divider bbox=[46, 628, 118, 629]
ad-body: اشتہار ہذا کے ذریعے عوام الناس کو مطلع کیا جاتا ہے کہ مسمی محمد اسلم ولد محمد اشرف سکنہ لاہور نے اپنی جائیداد کے متعلق درخواست دائر کی ہے۔ اگر کسی کو اس پر کوئی اعتراض ہو تو وہ تاریخ اشاعت سے پندرہ یوم کے اندر دفتر ہذا میں رابطہ کرے بصورت دیگر کارروائی عمل میں لائی جائے گی۔ عدالت میں حاضر ہو کر اپنا موقف پیش کرے۔ اشتہار ہذا کے ذریعے عوام الناس کو مطلع کیا جاتا ہے کہ مسمی محمد اسلم ولد محمد اشرف سکنہ لاہور نے اپنی جائیداد کے متعلق درخواست دائر کی ہے۔ اگر کسی کو اس پر کوئی اعتراض ہو تو وہ تاریخ اشاعت سے پندرہ یوم کے اندر دفتر ہذا میں رابطہ کرے بصورت دیگر کارروائی عمل میں لائی جائے گی۔ عدالت میں حاضر ہو کر اپنا موقف پیش کرے۔ bbox=[299, 1635, 437, 1789]
ad-number: 33 bbox=[556, 1213, 582, 1226]
ad-number: 37 bbox=[556, 2396, 582, 2409]
ad-signature: ایڈووکیٹ ہائیکورٹ bbox=[1025, 1977, 1090, 1985]
ad-title: اشتہار bbox=[591, 1472, 623, 1485]
ad-divider bbox=[771, 1219, 844, 1220]
masthead-urdu: روزنامہ پاک bbox=[1063, 3, 1161, 24]
ad-title: اشتہار bbox=[880, 881, 913, 894]
classified-ad bbox=[735, 363, 872, 762]
ad-body: اشتہار ہذا کے ذریعے عوام الناس کو مطلع کیا جاتا ہے کہ مسمی محمد اسلم ولد محمد اشرف سکنہ لاہور نے اپنی جائیداد کے متعلق درخواست دائر کی ہے۔ اگر کسی کو اس پر کوئی اعتراض ہو تو وہ تاریخ اشاعت سے پندرہ یوم کے اندر دفتر ہذا میں رابطہ کرے بصورت دیگر کارروائی عمل میں لائی جائے گی۔ عدالت میں حاضر ہو کر اپنا موقف پیش کرے۔ اشتہار ہذا کے ذریعے عوام الناس کو مطلع کیا جاتا ہے کہ مسمی محمد اسلم ولد محمد اشرف سکنہ لاہور نے اپنی جائیداد کے متعلق درخواست دائر کی ہے۔ اگر کسی کو اس پر کوئی اعتراض ہو تو وہ تاریخ اشاعت سے پندرہ یوم کے اندر دفتر ہذا میں رابطہ کرے بصورت دیگر کارروائی عمل میں لائی جائے گی۔ عدالت میں حاضر ہو کر اپنا موقف پیش کرے۔ اشتہار ہذا کے ذریعے عوام الناس کو مطلع کیا جاتا ہے کہ مسمی محمد اسلم ولد محمد اشرف سکنہ لاہور نے اپنی جائیداد کے متعلق درخواست دائر کی ہے۔ اگر کسی کو اس پر کوئی اعتراض ہو تو وہ تاریخ اشاعت سے پندرہ یوم کے اندر دفتر ہذا میں رابطہ کرے بصورت دیگر کارروائی عمل میں لائی جائے گی۔ عدالت میں حاضر ہو کر اپنا موقف پیش کرے۔ اشتہار ہذا کے ذریعے عوام الناس کو مطلع کیا جاتا ہے کہ مسمی محمد اسلم ولد محمد اشرف سکنہ لاہور نے اپنی جائیداد کے متعلق درخواست دائر کی ہے۔ اگر کسی کو اس پر کوئی اعتراض ہو تو وہ تاریخ اشاعت سے پندرہ یوم کے اندر دفتر ہذا میں رابطہ کرے بصورت دیگر کارروائی عمل میں لائی جائے گی۔ عدالت میں حاضر ہو کر اپنا موقف پیش کرے۔ bbox=[735, 1229, 873, 1530]
classified-ad bbox=[155, 363, 291, 762]
ad-divider bbox=[916, 1219, 988, 1220]
ad-columns bbox=[6, 30, 1166, 2576]
ad-signature: ایڈووکیٹ ہائیکورٹ bbox=[735, 349, 801, 357]
ad-title: اشتہار bbox=[1026, 1991, 1058, 2004]
ad-body: اشتہار ہذا کے ذریعے عوام الناس کو مطلع کیا جاتا ہے کہ مسمی محمد اسلم ولد محمد اشرف سکنہ لاہور نے اپنی جائیداد کے متعلق درخواست دائر کی ہے۔ اگر کسی کو اس پر کوئی اعتراض ہو تو وہ تاریخ اشاعت سے پندرہ یوم کے اندر دفتر ہذا میں رابطہ کرے بصورت دیگر کارروائی عمل میں لائی جائے گی۔ عدالت میں حاضر ہو کر اپنا موقف پیش کرے۔ اشتہار ہذا کے ذریعے عوام الناس کو مطلع کیا جاتا ہے کہ مسمی محمد اسلم ولد محمد اشرف سکنہ لاہور نے اپنی جائیداد کے متعلق درخواست دائر کی ہے۔ اگر کسی کو اس پر کوئی اعتراض ہو تو وہ تاریخ اشاعت سے پندرہ یوم کے اندر دفتر ہذا میں رابطہ کرے بصورت دیگر کارروائی عمل میں لائی جائے گی۔ عدالت میں حاضر ہو کر اپنا موقف پیش کرے۔ اشتہار ہذا کے ذریعے عوام الناس کو مطلع کیا جاتا ہے کہ مسمی محمد اسلم ولد محمد اشرف سکنہ لاہور نے اپنی جائیداد کے متعلق درخواست دائر کی ہے۔ اگر کسی کو اس پر کوئی اعتراض ہو تو وہ تاریخ اشاعت سے پندرہ یوم کے اندر دفتر ہذا میں رابطہ کرے بصورت دیگر کارروائی عمل میں لائی جائے گی۔ عدالت میں حاضر ہو کر اپنا موقف پیش کرے۔ bbox=[445, 1415, 582, 1642]
classified-ad bbox=[1026, 30, 1162, 210]
ad-header bbox=[591, 1805, 727, 1818]
classified-ad bbox=[445, 216, 581, 469]
ad-title: اشتہار bbox=[735, 30, 768, 43]
ad-body: اشتہار ہذا کے ذریعے عوام الناس کو مطلع کیا جاتا ہے کہ مسمی محمد اسلم ولد محمد اشرف سکنہ لاہور نے اپنی جائیداد کے متعلق درخواست دائر کی ہے۔ اگر کسی کو اس پر کوئی اعتراض ہو تو وہ تاریخ اشاعت سے پندرہ یوم کے اندر دفتر ہذا میں رابطہ کرے بصورت دیگر کارروائی عمل میں لائی جائے گی۔ عدالت میں حاضر ہو کر اپنا موقف پیش کرے۔ اشتہار ہذا کے ذریعے عوام الناس کو مطلع کیا جاتا ہے کہ مسمی محمد اسلم ولد محمد اشرف سکنہ لاہور نے اپنی جائیداد کے متعلق درخواست دائر کی ہے۔ اگر کسی کو اس پر کوئی اعتراض ہو تو وہ تاریخ اشاعت سے پندرہ یوم کے اندر دفتر ہذا میں رابطہ کرے بصورت دیگر کارروائی عمل میں لائی جائے گی۔ عدالت میں حاضر ہو کر اپنا موقف پیش کرے۔ اشتہار ہذا کے ذریعے عوام الناس کو مطلع کیا جاتا ہے کہ مسمی محمد اسلم ولد محمد اشرف سکنہ لاہور نے اپنی جائیداد کے متعلق درخواست دائر کی ہے۔ اگر کسی کو اس پر کوئی اعتراض ہو تو وہ تاریخ اشاعت سے پندرہ یوم کے اندر دفتر ہذا میں رابطہ کرے بصورت دیگر کارروائی عمل میں لائی جائے گی۔ عدالت میں حاضر ہو کر اپنا موقف پیش کرے۔ bbox=[10, 46, 147, 274]
ad-title: اشتہار bbox=[1026, 1399, 1058, 1412]
masthead-english: Daily Pak- bbox=[969, 5, 1056, 23]
ad-header bbox=[591, 290, 727, 303]
ad-title: اشتہار bbox=[880, 622, 913, 635]
ad-title: اشتہار bbox=[591, 1027, 623, 1040]
ad-number: 21 bbox=[846, 2137, 872, 2150]
ad-number: 28 bbox=[701, 1805, 727, 1818]
ad-number: 15 bbox=[846, 363, 872, 376]
ad-header bbox=[1026, 1399, 1162, 1412]
ad-divider bbox=[626, 628, 698, 629]
ad-header bbox=[1026, 216, 1162, 229]
ad-signature: ایڈووکیٹ ہائیکورٹ bbox=[445, 1386, 511, 1393]
classified-ad bbox=[300, 622, 437, 875]
ad-title: اشتہار bbox=[735, 768, 768, 781]
ad-body: اشتہار ہذا کے ذریعے عوام الناس کو مطلع کیا جاتا ہے کہ مسمی محمد اسلم ولد محمد اشرف سکنہ لاہور نے اپنی جائیداد کے متعلق درخواست دائر کی ہے۔ اگر کسی کو اس پر کوئی اعتراض ہو تو وہ تاریخ اشاعت سے پندرہ یوم کے اندر دفتر ہذا میں رابطہ کرے بصورت دیگر کارروائی عمل میں لائی جائے گی۔ عدالت میں حاضر ہو کر اپنا موقف پیش کرے۔ اشتہار ہذا کے ذریعے عوام الناس کو مطلع کیا جاتا ہے کہ مسمی محمد اسلم ولد محمد اشرف سکنہ لاہور نے اپنی جائیداد کے متعلق درخواست دائر کی ہے۔ اگر کسی کو اس پر کوئی اعتراض ہو تو وہ تاریخ اشاعت سے پندرہ یوم کے اندر دفتر ہذا میں رابطہ کرے بصورت دیگر کارروائی عمل میں لائی جائے گی۔ عدالت میں حاضر ہو کر اپنا موقف پیش کرے۔ اشتہار ہذا کے ذریعے عوام الناس کو مطلع کیا جاتا ہے کہ مسمی محمد اسلم ولد محمد اشرف سکنہ لاہور نے اپنی جائیداد کے متعلق درخواست دائر کی ہے۔ اگر کسی کو اس پر کوئی اعتراض ہو تو وہ تاریخ اشاعت سے پندرہ یوم کے اندر دفتر ہذا میں رابطہ کرے بصورت دیگر کارروائی عمل میں لائی جائے گی۔ عدالت میں حاضر ہو کر اپنا موقف پیش کرے۔ اشتہار ہذا کے ذریعے عوام الناس کو مطلع کیا جاتا ہے کہ مسمی محمد اسلم ولد محمد اشرف سکنہ لاہور نے اپنی جائیداد کے متعلق درخواست دائر کی ہے۔ اگر کسی کو اس پر کوئی اعتراض ہو تو وہ تاریخ اشاعت سے پندرہ یوم کے اندر دفتر ہذا میں رابطہ کرے بصورت دیگر کارروائی عمل میں لائی جائے گی۔ عدالت میں حاضر ہو کر اپنا موقف پیش کرے۔ اشتہار ہذا کے ذریعے عوام الناس کو مطلع کیا جاتا ہے کہ مسمی محمد اسلم ولد محمد اشرف سکنہ لاہور نے اپنی جائیداد کے متعلق درخواست دائر کی ہے۔ اگر کسی کو اس پر کوئی اعتراض ہو تو وہ تاریخ اشاعت سے پندرہ یوم کے اندر دفتر ہذا میں رابطہ کرے بصورت دیگر کارروائی عمل میں لائی جائے گی۔ عدالت میں حاضر ہو کر اپنا موقف پیش کرے۔ bbox=[445, 824, 582, 1197]
ad-divider bbox=[481, 814, 553, 815]
ad-divider bbox=[626, 1811, 698, 1812]
ad-column bbox=[1021, 30, 1166, 2390]
ad-body: اشتہار ہذا کے ذریعے عوام الناس کو مطلع کیا جاتا ہے کہ مسمی محمد اسلم ولد محمد اشرف سکنہ لاہور نے اپنی جائیداد کے متعلق درخواست دائر کی ہے۔ اگر کسی کو اس پر کوئی اعتراض ہو تو وہ تاریخ اشاعت سے پندرہ یوم کے اندر دفتر ہذا میں رابطہ کرے بصورت دیگر کارروائی عمل میں لائی جائے گی۔ عدالت میں حاضر ہو کر اپنا موقف پیش کرے۔ اشتہار ہذا کے ذریعے عوام الناس کو مطلع کیا جاتا ہے کہ مسمی محمد اسلم ولد محمد اشرف سکنہ لاہور نے اپنی جائیداد کے متعلق درخواست دائر کی ہے۔ اگر کسی کو اس پر کوئی اعتراض ہو تو وہ تاریخ اشاعت سے پندرہ یوم کے اندر دفتر ہذا میں رابطہ کرے بصورت دیگر کارروائی عمل میں لائی جائے گی۔ عدالت میں حاضر ہو کر اپنا موقف پیش کرے۔ اشتہار ہذا کے ذریعے عوام الناس کو مطلع کیا جاتا ہے کہ مسمی محمد اسلم ولد محمد اشرف سکنہ لاہور نے اپنی جائیداد کے متعلق درخواست دائر کی ہے۔ اگر کسی کو اس پر کوئی اعتراض ہو تو وہ تاریخ اشاعت سے پندرہ یوم کے اندر دفتر ہذا میں رابطہ کرے بصورت دیگر کارروائی عمل میں لائی جائے گی۔ عدالت میں حاضر ہو کر اپنا موقف پیش کرے۔ اشتہار ہذا کے ذریعے عوام الناس کو مطلع کیا جاتا ہے کہ مسمی محمد اسلم ولد محمد اشرف سکنہ لاہور نے اپنی جائیداد کے متعلق درخواست دائر کی ہے۔ اگر کسی کو اس پر کوئی اعتراض ہو تو وہ تاریخ اشاعت سے پندرہ یوم کے اندر دفتر ہذا میں رابطہ کرے بصورت دیگر کارروائی عمل میں لائی جائے گی۔ عدالت میں حاضر ہو کر اپنا موقف پیش کرے۔ اشتہار ہذا کے ذریعے عوام الناس کو مطلع کیا جاتا ہے کہ مسمی محمد اسلم ولد محمد اشرف سکنہ لاہور نے اپنی جائیداد کے متعلق درخواست دائر کی ہے۔ اگر کسی کو اس پر کوئی اعتراض ہو تو وہ تاریخ اشاعت سے پندرہ یوم کے اندر دفتر ہذا میں رابطہ کرے بصورت دیگر کارروائی عمل میں لائی جائے گی۔ عدالت میں حاضر ہو کر اپنا موقف پیش کرے۔ bbox=[880, 1229, 1017, 1603]
ad-body: اشتہار ہذا کے ذریعے عوام الناس کو مطلع کیا جاتا ہے کہ مسمی محمد اسلم ولد محمد اشرف سکنہ لاہور نے اپنی جائیداد کے متعلق درخواست دائر کی ہے۔ اگر کسی کو اس پر کوئی اعتراض ہو تو وہ تاریخ اشاعت سے پندرہ یوم کے اندر دفتر ہذا میں رابطہ کرے بصورت دیگر کارروائی عمل میں لائی جائے گی۔ عدالت میں حاضر ہو کر اپنا موقف پیش کرے۔ اشتہار ہذا کے ذریعے عوام الناس کو مطلع کیا جاتا ہے کہ مسمی محمد اسلم ولد محمد اشرف سکنہ لاہور نے اپنی جائیداد کے متعلق درخواست دائر کی ہے۔ اگر کسی کو اس پر کوئی اعتراض ہو تو وہ تاریخ اشاعت سے پندرہ یوم کے اندر دفتر ہذا میں رابطہ کرے بصورت دیگر کارروائی عمل میں لائی جائے گی۔ عدالت میں حاضر ہو کر اپنا موقف پیش کرے۔ اشتہار ہذا کے ذریعے عوام الناس کو مطلع کیا جاتا ہے کہ مسمی محمد اسلم ولد محمد اشرف سکنہ لاہور نے اپنی جائیداد کے متعلق درخواست دائر کی ہے۔ اگر کسی کو اس پر کوئی اعتراض ہو تو وہ تاریخ اشاعت سے پندرہ یوم کے اندر دفتر ہذا میں رابطہ کرے بصورت دیگر کارروائی عمل میں لائی جائے گی۔ عدالت میں حاضر ہو کر اپنا موقف پیش کرے۔ bbox=[1025, 232, 1162, 460]
classified-ad bbox=[10, 1027, 146, 1207]
ad-body: اشتہار ہذا کے ذریعے عوام الناس کو مطلع کیا جاتا ہے کہ مسمی محمد اسلم ولد محمد اشرف سکنہ لاہور نے اپنی جائیداد کے متعلق درخواست دائر کی ہے۔ اگر کسی کو اس پر کوئی اعتراض ہو تو وہ تاریخ اشاعت سے پندرہ یوم کے اندر دفتر ہذا میں رابطہ کرے بصورت دیگر کارروائی عمل میں لائی جائے گی۔ عدالت میں حاضر ہو کر اپنا موقف پیش کرے۔ اشتہار ہذا کے ذریعے عوام الناس کو مطلع کیا جاتا ہے کہ مسمی محمد اسلم ولد محمد اشرف سکنہ لاہور نے اپنی جائیداد کے متعلق درخواست دائر کی ہے۔ اگر کسی کو اس پر کوئی اعتراض ہو تو وہ تاریخ اشاعت سے پندرہ یوم کے اندر دفتر ہذا میں رابطہ کرے بصورت دیگر کارروائی عمل میں لائی جائے گی۔ عدالت میں حاضر ہو کر اپنا موقف پیش کرے۔ bbox=[735, 784, 873, 938]
ad-number: 38 bbox=[411, 30, 437, 43]
ad-number: 02 bbox=[1136, 216, 1162, 229]
ad-body: اشتہار ہذا کے ذریعے عوام الناس کو مطلع کیا جاتا ہے کہ مسمی محمد اسلم ولد محمد اشرف سکنہ لاہور نے اپنی جائیداد کے متعلق درخواست دائر کی ہے۔ اگر کسی کو اس پر کوئی اعتراض ہو تو وہ تاریخ اشاعت سے پندرہ یوم کے اندر دفتر ہذا میں رابطہ کرے بصورت دیگر کارروائی عمل میں لائی جائے گی۔ عدالت میں حاضر ہو کر اپنا موقف پیش کرے۔ اشتہار ہذا کے ذریعے عوام الناس کو مطلع کیا جاتا ہے کہ مسمی محمد اسلم ولد محمد اشرف سکنہ لاہور نے اپنی جائیداد کے متعلق درخواست دائر کی ہے۔ اگر کسی کو اس پر کوئی اعتراض ہو تو وہ تاریخ اشاعت سے پندرہ یوم کے اندر دفتر ہذا میں رابطہ کرے بصورت دیگر کارروائی عمل میں لائی جائے گی۔ عدالت میں حاضر ہو کر اپنا موقف پیش کرے۔ اشتہار ہذا کے ذریعے عوام الناس کو مطلع کیا جاتا ہے کہ مسمی محمد اسلم ولد محمد اشرف سکنہ لاہور نے اپنی جائیداد کے متعلق درخواست دائر کی ہے۔ اگر کسی کو اس پر کوئی اعتراض ہو تو وہ تاریخ اشاعت سے پندرہ یوم کے اندر دفتر ہذا میں رابطہ کرے بصورت دیگر کارروائی عمل میں لائی جائے گی۔ عدالت میں حاضر ہو کر اپنا موقف پیش کرے۔ اشتہار ہذا کے ذریعے عوام الناس کو مطلع کیا جاتا ہے کہ مسمی محمد اسلم ولد محمد اشرف سکنہ لاہور نے اپنی جائیداد کے متعلق درخواست دائر کی ہے۔ اگر کسی کو اس پر کوئی اعتراض ہو تو وہ تاریخ اشاعت سے پندرہ یوم کے اندر دفتر ہذا میں رابطہ کرے بصورت دیگر کارروائی عمل میں لائی جائے گی۔ عدالت میں حاضر ہو کر اپنا موقف پیش کرے۔ bbox=[735, 46, 873, 347]
ad-title: اشتہار bbox=[300, 881, 333, 894]
classified-ad bbox=[300, 436, 437, 616]
ad-divider bbox=[335, 1625, 408, 1626]
ad-header bbox=[300, 30, 437, 43]
ad-body: اشتہار ہذا کے ذریعے عوام الناس کو مطلع کیا جاتا ہے کہ مسمی محمد اسلم ولد محمد اشرف سکنہ لاہور نے اپنی جائیداد کے متعلق درخواست دائر کی ہے۔ اگر کسی کو اس پر کوئی اعتراض ہو تو وہ تاریخ اشاعت سے پندرہ یوم کے اندر دفتر ہذا میں رابطہ کرے بصورت دیگر کارروائی عمل میں لائی جائے گی۔ عدالت میں حاضر ہو کر اپنا موقف پیش کرے۔ اشتہار ہذا کے ذریعے عوام الناس کو مطلع کیا جاتا ہے کہ مسمی محمد اسلم ولد محمد اشرف سکنہ لاہور نے اپنی جائیداد کے متعلق درخواست دائر کی ہے۔ اگر کسی کو اس پر کوئی اعتراض ہو تو وہ تاریخ اشاعت سے پندرہ یوم کے اندر دفتر ہذا میں رابطہ کرے بصورت دیگر کارروائی عمل میں لائی جائے گی۔ عدالت میں حاضر ہو کر اپنا موقف پیش کرے۔ اشتہار ہذا کے ذریعے عوام الناس کو مطلع کیا جاتا ہے کہ مسمی محمد اسلم ولد محمد اشرف سکنہ لاہور نے اپنی جائیداد کے متعلق درخواست دائر کی ہے۔ اگر کسی کو اس پر کوئی اعتراض ہو تو وہ تاریخ اشاعت سے پندرہ یوم کے اندر دفتر ہذا میں رابطہ کرے بصورت دیگر کارروائی عمل میں لائی جائے گی۔ عدالت میں حاضر ہو کر اپنا موقف پیش کرے۔ اشتہار ہذا کے ذریعے عوام الناس کو مطلع کیا جاتا ہے کہ مسمی محمد اسلم ولد محمد اشرف سکنہ لاہور نے اپنی جائیداد کے متعلق درخواست دائر کی ہے۔ اگر کسی کو اس پر کوئی اعتراض ہو تو وہ تاریخ اشاعت سے پندرہ یوم کے اندر دفتر ہذا میں رابطہ کرے بصورت دیگر کارروائی عمل میں لائی جائے گی۔ عدالت میں حاضر ہو کر اپنا موقف پیش کرے۔ اشتہار ہذا کے ذریعے عوام الناس کو مطلع کیا جاتا ہے کہ مسمی محمد اسلم ولد محمد اشرف سکنہ لاہور نے اپنی جائیداد کے متعلق درخواست دائر کی ہے۔ اگر کسی کو اس پر کوئی اعتراض ہو تو وہ تاریخ اشاعت سے پندرہ یوم کے اندر دفتر ہذا میں رابطہ کرے بصورت دیگر کارروائی عمل میں لائی جائے گی۔ عدالت میں حاضر ہو کر اپنا موقف پیش کرے۔ bbox=[299, 46, 437, 420]
ad-header bbox=[1026, 1991, 1162, 2004]
page-header bbox=[6, 5, 1166, 27]
ad-title: اشتہار bbox=[735, 1951, 768, 1964]
ad-column bbox=[876, 30, 1020, 1946]
ad-header bbox=[1026, 808, 1162, 821]
ad-divider bbox=[916, 442, 988, 443]
ad-divider bbox=[626, 1219, 698, 1220]
ad-divider bbox=[1061, 1997, 1133, 1998]
ad-signature: ایڈووکیٹ ہائیکورٹ bbox=[590, 1014, 655, 1021]
ad-divider bbox=[335, 442, 408, 443]
ad-title: اشتہار bbox=[445, 1658, 478, 1671]
ad-title: اشتہار bbox=[880, 436, 913, 449]
ad-body: اشتہار ہذا کے ذریعے عوام الناس کو مطلع کیا جاتا ہے کہ مسمی محمد اسلم ولد محمد اشرف سکنہ لاہور نے اپنی جائیداد کے متعلق درخواست دائر کی ہے۔ اگر کسی کو اس پر کوئی اعتراض ہو تو وہ تاریخ اشاعت سے پندرہ یوم کے اندر دفتر ہذا میں رابطہ کرے بصورت دیگر کارروائی عمل میں لائی جائے گی۔ عدالت میں حاضر ہو کر اپنا موقف پیش کرے۔ اشتہار ہذا کے ذریعے عوام الناس کو مطلع کیا جاتا ہے کہ مسمی محمد اسلم ولد محمد اشرف سکنہ لاہور نے اپنی جائیداد کے متعلق درخواست دائر کی ہے۔ اگر کسی کو اس پر کوئی اعتراض ہو تو وہ تاریخ اشاعت سے پندرہ یوم کے اندر دفتر ہذا میں رابطہ کرے بصورت دیگر کارروائی عمل میں لائی جائے گی۔ عدالت میں حاضر ہو کر اپنا موقف پیش کرے۔ اشتہار ہذا کے ذریعے عوام الناس کو مطلع کیا جاتا ہے کہ مسمی محمد اسلم ولد محمد اشرف سکنہ لاہور نے اپنی جائیداد کے متعلق درخواست دائر کی ہے۔ اگر کسی کو اس پر کوئی اعتراض ہو تو وہ تاریخ اشاعت سے پندرہ یوم کے اندر دفتر ہذا میں رابطہ کرے بصورت دیگر کارروائی عمل میں لائی جائے گی۔ عدالت میں حاضر ہو کر اپنا موقف پیش کرے۔ bbox=[155, 970, 292, 1197]
ad-title: اشتہار bbox=[300, 30, 333, 43]
ad-signature: ایڈووکیٹ ہائیکورٹ bbox=[445, 2568, 511, 2576]
ad-header bbox=[735, 363, 872, 376]
ad-header bbox=[155, 363, 291, 376]
ad-divider bbox=[481, 2402, 553, 2403]
classified-ad bbox=[880, 881, 1017, 1207]
ad-number: 07 bbox=[1136, 1658, 1162, 1671]
classified-ad bbox=[300, 881, 437, 1207]
ad-signature: ایڈووکیٹ ہائیکورٹ bbox=[1025, 203, 1090, 210]
classified-ad bbox=[591, 1027, 727, 1207]
ad-signature: ایڈووکیٹ ہائیکورٹ bbox=[155, 755, 220, 762]
ad-signature: ایڈووکیٹ ہائیکورٹ bbox=[299, 1605, 365, 1613]
ad-number: 31 bbox=[556, 476, 582, 489]
ad-number: 46 bbox=[266, 768, 292, 781]
ad-body: اشتہار ہذا کے ذریعے عوام الناس کو مطلع کیا جاتا ہے کہ مسمی محمد اسلم ولد محمد اشرف سکنہ لاہور نے اپنی جائیداد کے متعلق درخواست دائر کی ہے۔ اگر کسی کو اس پر کوئی اعتراض ہو تو وہ تاریخ اشاعت سے پندرہ یوم کے اندر دفتر ہذا میں رابطہ کرے بصورت دیگر کارروائی عمل میں لائی جائے گی۔ عدالت میں حاضر ہو کر اپنا موقف پیش کرے۔ اشتہار ہذا کے ذریعے عوام الناس کو مطلع کیا جاتا ہے کہ مسمی محمد اسلم ولد محمد اشرف سکنہ لاہور نے اپنی جائیداد کے متعلق درخواست دائر کی ہے۔ اگر کسی کو اس پر کوئی اعتراض ہو تو وہ تاریخ اشاعت سے پندرہ یوم کے اندر دفتر ہذا میں رابطہ کرے بصورت دیگر کارروائی عمل میں لائی جائے گی۔ عدالت میں حاضر ہو کر اپنا موقف پیش کرے۔ اشتہار ہذا کے ذریعے عوام الناس کو مطلع کیا جاتا ہے کہ مسمی محمد اسلم ولد محمد اشرف سکنہ لاہور نے اپنی جائیداد کے متعلق درخواست دائر کی ہے۔ اگر کسی کو اس پر کوئی اعتراض ہو تو وہ تاریخ اشاعت سے پندرہ یوم کے اندر دفتر ہذا میں رابطہ کرے بصورت دیگر کارروائی عمل میں لائی جائے گی۔ عدالت میں حاضر ہو کر اپنا موقف پیش کرے۔ اشتہار ہذا کے ذریعے عوام الناس کو مطلع کیا جاتا ہے کہ مسمی محمد اسلم ولد محمد اشرف سکنہ لاہور نے اپنی جائیداد کے متعلق درخواست دائر کی ہے۔ اگر کسی کو اس پر کوئی اعتراض ہو تو وہ تاریخ اشاعت سے پندرہ یوم کے اندر دفتر ہذا میں رابطہ کرے بصورت دیگر کارروائی عمل میں لائی جائے گی۔ عدالت میں حاضر ہو کر اپنا موقف پیش کرے۔ bbox=[1025, 492, 1162, 792]
ad-number: 43 bbox=[411, 1619, 437, 1632]
ad-header bbox=[880, 30, 1017, 43]
ad-body: اشتہار ہذا کے ذریعے عوام الناس کو مطلع کیا جاتا ہے کہ مسمی محمد اسلم ولد محمد اشرف سکنہ لاہور نے اپنی جائیداد کے متعلق درخواست دائر کی ہے۔ اگر کسی کو اس پر کوئی اعتراض ہو تو وہ تاریخ اشاعت سے پندرہ یوم کے اندر دفتر ہذا میں رابطہ کرے بصورت دیگر کارروائی عمل میں لائی جائے گی۔ عدالت میں حاضر ہو کر اپنا موقف پیش کرے۔ اشتہار ہذا کے ذریعے عوام الناس کو مطلع کیا جاتا ہے کہ مسمی محمد اسلم ولد محمد اشرف سکنہ لاہور نے اپنی جائیداد کے متعلق درخواست دائر کی ہے۔ اگر کسی کو اس پر کوئی اعتراض ہو تو وہ تاریخ اشاعت سے پندرہ یوم کے اندر دفتر ہذا میں رابطہ کرے بصورت دیگر کارروائی عمل میں لائی جائے گی۔ عدالت میں حاضر ہو کر اپنا موقف پیش کرے۔ bbox=[880, 452, 1017, 606]
ad-divider bbox=[335, 628, 408, 629]
ad-divider bbox=[46, 1033, 118, 1034]
ad-signature: ایڈووکیٹ ہائیکورٹ bbox=[299, 608, 365, 616]
ad-header bbox=[735, 2137, 872, 2150]
ad-number: 09 bbox=[991, 30, 1017, 43]
ad-body: اشتہار ہذا کے ذریعے عوام الناس کو مطلع کیا جاتا ہے کہ مسمی محمد اسلم ولد محمد اشرف سکنہ لاہور نے اپنی جائیداد کے متعلق درخواست دائر کی ہے۔ اگر کسی کو اس پر کوئی اعتراض ہو تو وہ تاریخ اشاعت سے پندرہ یوم کے اندر دفتر ہذا میں رابطہ کرے بصورت دیگر کارروائی عمل میں لائی جائے گی۔ عدالت میں حاضر ہو کر اپنا موقف پیش کرے۔ اشتہار ہذا کے ذریعے عوام الناس کو مطلع کیا جاتا ہے کہ مسمی محمد اسلم ولد محمد اشرف سکنہ لاہور نے اپنی جائیداد کے متعلق درخواست دائر کی ہے۔ اگر کسی کو اس پر کوئی اعتراض ہو تو وہ تاریخ اشاعت سے پندرہ یوم کے اندر دفتر ہذا میں رابطہ کرے بصورت دیگر کارروائی عمل میں لائی جائے گی۔ عدالت میں حاضر ہو کر اپنا موقف پیش کرے۔ اشتہار ہذا کے ذریعے عوام الناس کو مطلع کیا جاتا ہے کہ مسمی محمد اسلم ولد محمد اشرف سکنہ لاہور نے اپنی جائیداد کے متعلق درخواست دائر کی ہے۔ اگر کسی کو اس پر کوئی اعتراض ہو تو وہ تاریخ اشاعت سے پندرہ یوم کے اندر دفتر ہذا میں رابطہ کرے بصورت دیگر کارروائی عمل میں لائی جائے گی۔ عدالت میں حاضر ہو کر اپنا موقف پیش کرے۔ اشتہار ہذا کے ذریعے عوام الناس کو مطلع کیا جاتا ہے کہ مسمی محمد اسلم ولد محمد اشرف سکنہ لاہور نے اپنی جائیداد کے متعلق درخواست دائر کی ہے۔ اگر کسی کو اس پر کوئی اعتراض ہو تو وہ تاریخ اشاعت سے پندرہ یوم کے اندر دفتر ہذا میں رابطہ کرے بصورت دیگر کارروائی عمل میں لائی جائے گی۔ عدالت میں حاضر ہو کر اپنا موقف پیش کرے۔ اشتہار ہذا کے ذریعے عوام الناس کو مطلع کیا جاتا ہے کہ مسمی محمد اسلم ولد محمد اشرف سکنہ لاہور نے اپنی جائیداد کے متعلق درخواست دائر کی ہے۔ اگر کسی کو اس پر کوئی اعتراض ہو تو وہ تاریخ اشاعت سے پندرہ یوم کے اندر دفتر ہذا میں رابطہ کرے بصورت دیگر کارروائی عمل میں لائی جائے گی۔ عدالت میں حاضر ہو کر اپنا موقف پیش کرے۔ bbox=[155, 379, 292, 752]
ad-number: 47 bbox=[266, 954, 292, 967]
ad-divider bbox=[335, 887, 408, 888]
ad-header bbox=[445, 808, 581, 821]
ad-body: اشتہار ہذا کے ذریعے عوام الناس کو مطلع کیا جاتا ہے کہ مسمی محمد اسلم ولد محمد اشرف سکنہ لاہور نے اپنی جائیداد کے متعلق درخواست دائر کی ہے۔ اگر کسی کو اس پر کوئی اعتراض ہو تو وہ تاریخ اشاعت سے پندرہ یوم کے اندر دفتر ہذا میں رابطہ کرے بصورت دیگر کارروائی عمل میں لائی جائے گی۔ عدالت میں حاضر ہو کر اپنا موقف پیش کرے۔ اشتہار ہذا کے ذریعے عوام الناس کو مطلع کیا جاتا ہے کہ مسمی محمد اسلم ولد محمد اشرف سکنہ لاہور نے اپنی جائیداد کے متعلق درخواست دائر کی ہے۔ اگر کسی کو اس پر کوئی اعتراض ہو تو وہ تاریخ اشاعت سے پندرہ یوم کے اندر دفتر ہذا میں رابطہ کرے بصورت دیگر کارروائی عمل میں لائی جائے گی۔ عدالت میں حاضر ہو کر اپنا موقف پیش کرے۔ اشتہار ہذا کے ذریعے عوام الناس کو مطلع کیا جاتا ہے کہ مسمی محمد اسلم ولد محمد اشرف سکنہ لاہور نے اپنی جائیداد کے متعلق درخواست دائر کی ہے۔ اگر کسی کو اس پر کوئی اعتراض ہو تو وہ تاریخ اشاعت سے پندرہ یوم کے اندر دفتر ہذا میں رابطہ کرے بصورت دیگر کارروائی عمل میں لائی جائے گی۔ عدالت میں حاضر ہو کر اپنا موقف پیش کرے۔ اشتہار ہذا کے ذریعے عوام الناس کو مطلع کیا جاتا ہے کہ مسمی محمد اسلم ولد محمد اشرف سکنہ لاہور نے اپنی جائیداد کے متعلق درخواست دائر کی ہے۔ اگر کسی کو اس پر کوئی اعتراض ہو تو وہ تاریخ اشاعت سے پندرہ یوم کے اندر دفتر ہذا میں رابطہ کرے بصورت دیگر کارروائی عمل میں لائی جائے گی۔ عدالت میں حاضر ہو کر اپنا موقف پیش کرے۔ اشتہار ہذا کے ذریعے عوام الناس کو مطلع کیا جاتا ہے کہ مسمی محمد اسلم ولد محمد اشرف سکنہ لاہور نے اپنی جائیداد کے متعلق درخواست دائر کی ہے۔ اگر کسی کو اس پر کوئی اعتراض ہو تو وہ تاریخ اشاعت سے پندرہ یوم کے اندر دفتر ہذا میں رابطہ کرے بصورت دیگر کارروائی عمل میں لائی جائے گی۔ عدالت میں حاضر ہو کر اپنا موقف پیش کرے۔ bbox=[299, 1229, 437, 1603]
ad-signature: ایڈووکیٹ ہائیکورٹ bbox=[735, 1200, 801, 1207]
ad-number: 03 bbox=[1136, 476, 1162, 489]
ad-signature: ایڈووکیٹ ہائیکورٹ bbox=[10, 608, 75, 616]
ad-divider bbox=[191, 774, 263, 775]
ad-number: 10 bbox=[991, 436, 1017, 449]
ad-body: اشتہار ہذا کے ذریعے عوام الناس کو مطلع کیا جاتا ہے کہ مسمی محمد اسلم ولد محمد اشرف سکنہ لاہور نے اپنی جائیداد کے متعلق درخواست دائر کی ہے۔ اگر کسی کو اس پر کوئی اعتراض ہو تو وہ تاریخ اشاعت سے پندرہ یوم کے اندر دفتر ہذا میں رابطہ کرے بصورت دیگر کارروائی عمل میں لائی جائے گی۔ عدالت میں حاضر ہو کر اپنا موقف پیش کرے۔ اشتہار ہذا کے ذریعے عوام الناس کو مطلع کیا جاتا ہے کہ مسمی محمد اسلم ولد محمد اشرف سکنہ لاہور نے اپنی جائیداد کے متعلق درخواست دائر کی ہے۔ اگر کسی کو اس پر کوئی اعتراض ہو تو وہ تاریخ اشاعت سے پندرہ یوم کے اندر دفتر ہذا میں رابطہ کرے بصورت دیگر کارروائی عمل میں لائی جائے گی۔ عدالت میں حاضر ہو کر اپنا موقف پیش کرے۔ اشتہار ہذا کے ذریعے عوام الناس کو مطلع کیا جاتا ہے کہ مسمی محمد اسلم ولد محمد اشرف سکنہ لاہور نے اپنی جائیداد کے متعلق درخواست دائر کی ہے۔ اگر کسی کو اس پر کوئی اعتراض ہو تو وہ تاریخ اشاعت سے پندرہ یوم کے اندر دفتر ہذا میں رابطہ کرے بصورت دیگر کارروائی عمل میں لائی جائے گی۔ عدالت میں حاضر ہو کر اپنا موقف پیش کرے۔ اشتہار ہذا کے ذریعے عوام الناس کو مطلع کیا جاتا ہے کہ مسمی محمد اسلم ولد محمد اشرف سکنہ لاہور نے اپنی جائیداد کے متعلق درخواست دائر کی ہے۔ اگر کسی کو اس پر کوئی اعتراض ہو تو وہ تاریخ اشاعت سے پندرہ یوم کے اندر دفتر ہذا میں رابطہ کرے بصورت دیگر کارروائی عمل میں لائی جائے گی۔ عدالت میں حاضر ہو کر اپنا موقف پیش کرے۔ bbox=[155, 1229, 292, 1530]
ad-signature: ایڈووکیٹ ہائیکورٹ bbox=[445, 1200, 511, 1207]
ad-signature: ایڈووکیٹ ہائیکورٹ bbox=[735, 2382, 801, 2390]
ad-header bbox=[591, 1213, 727, 1226]
ad-body: اشتہار ہذا کے ذریعے عوام الناس کو مطلع کیا جاتا ہے کہ مسمی محمد اسلم ولد محمد اشرف سکنہ لاہور نے اپنی جائیداد کے متعلق درخواست دائر کی ہے۔ اگر کسی کو اس پر کوئی اعتراض ہو تو وہ تاریخ اشاعت سے پندرہ یوم کے اندر دفتر ہذا میں رابطہ کرے بصورت دیگر کارروائی عمل میں لائی جائے گی۔ عدالت میں حاضر ہو کر اپنا موقف پیش کرے۔ اشتہار ہذا کے ذریعے عوام الناس کو مطلع کیا جاتا ہے کہ مسمی محمد اسلم ولد محمد اشرف سکنہ لاہور نے اپنی جائیداد کے متعلق درخواست دائر کی ہے۔ اگر کسی کو اس پر کوئی اعتراض ہو تو وہ تاریخ اشاعت سے پندرہ یوم کے اندر دفتر ہذا میں رابطہ کرے بصورت دیگر کارروائی عمل میں لائی جائے گی۔ عدالت میں حاضر ہو کر اپنا موقف پیش کرے۔ bbox=[445, 46, 582, 200]
classified-ad bbox=[1026, 476, 1162, 802]
ad-number: 32 bbox=[556, 808, 582, 821]
ad-divider bbox=[1061, 1405, 1133, 1406]
masthead bbox=[969, 5, 1161, 23]
ad-signature: ایڈووکیٹ ہائیکورٹ bbox=[155, 1200, 220, 1207]
ad-column bbox=[150, 30, 295, 1946]
ad-title: اشتہار bbox=[10, 1027, 43, 1040]
classified-ad bbox=[1026, 1399, 1162, 1652]
ad-number: 40 bbox=[411, 622, 437, 635]
ad-header bbox=[300, 622, 437, 635]
ad-title: اشتہار bbox=[735, 954, 768, 967]
classified-ad bbox=[735, 1951, 872, 2131]
ad-title: اشتہار bbox=[155, 363, 187, 376]
ad-header bbox=[445, 476, 581, 489]
ad-signature: ایڈووکیٹ ہائیکورٹ bbox=[590, 1200, 655, 1207]
ad-body: اشتہار ہذا کے ذریعے عوام الناس کو مطلع کیا جاتا ہے کہ مسمی محمد اسلم ولد محمد اشرف سکنہ لاہور نے اپنی جائیداد کے متعلق درخواست دائر کی ہے۔ اگر کسی کو اس پر کوئی اعتراض ہو تو وہ تاریخ اشاعت سے پندرہ یوم کے اندر دفتر ہذا میں رابطہ کرے بصورت دیگر کارروائی عمل میں لائی جائے گی۔ عدالت میں حاضر ہو کر اپنا موقف پیش کرے۔ اشتہار ہذا کے ذریعے عوام الناس کو مطلع کیا جاتا ہے کہ مسمی محمد اسلم ولد محمد اشرف سکنہ لاہور نے اپنی جائیداد کے متعلق درخواست دائر کی ہے۔ اگر کسی کو اس پر کوئی اعتراض ہو تو وہ تاریخ اشاعت سے پندرہ یوم کے اندر دفتر ہذا میں رابطہ کرے بصورت دیگر کارروائی عمل میں لائی جائے گی۔ عدالت میں حاضر ہو کر اپنا موقف پیش کرے۔ bbox=[10, 1043, 147, 1197]
ad-divider bbox=[335, 1219, 408, 1220]
classified-ad bbox=[300, 30, 437, 430]
classified-ad bbox=[1026, 808, 1162, 1207]
ad-header bbox=[591, 622, 727, 635]
classified-ad bbox=[155, 768, 291, 948]
ad-number: 34 bbox=[556, 1399, 582, 1412]
ad-signature: ایڈووکیٹ ہائیکورٹ bbox=[1025, 462, 1090, 469]
classified-ad bbox=[445, 808, 581, 1207]
ad-header bbox=[445, 30, 581, 43]
ad-divider bbox=[481, 1405, 553, 1406]
ad-body: اشتہار ہذا کے ذریعے عوام الناس کو مطلع کیا جاتا ہے کہ مسمی محمد اسلم ولد محمد اشرف سکنہ لاہور نے اپنی جائیداد کے متعلق درخواست دائر کی ہے۔ اگر کسی کو اس پر کوئی اعتراض ہو تو وہ تاریخ اشاعت سے پندرہ یوم کے اندر دفتر ہذا میں رابطہ کرے بصورت دیگر کارروائی عمل میں لائی جائے گی۔ عدالت میں حاضر ہو کر اپنا موقف پیش کرے۔ اشتہار ہذا کے ذریعے عوام الناس کو مطلع کیا جاتا ہے کہ مسمی محمد اسلم ولد محمد اشرف سکنہ لاہور نے اپنی جائیداد کے متعلق درخواست دائر کی ہے۔ اگر کسی کو اس پر کوئی اعتراض ہو تو وہ تاریخ اشاعت سے پندرہ یوم کے اندر دفتر ہذا میں رابطہ کرے بصورت دیگر کارروائی عمل میں لائی جائے گی۔ عدالت میں حاضر ہو کر اپنا موقف پیش کرے۔ اشتہار ہذا کے ذریعے عوام الناس کو مطلع کیا جاتا ہے کہ مسمی محمد اسلم ولد محمد اشرف سکنہ لاہور نے اپنی جائیداد کے متعلق درخواست دائر کی ہے۔ اگر کسی کو اس پر کوئی اعتراض ہو تو وہ تاریخ اشاعت سے پندرہ یوم کے اندر دفتر ہذا میں رابطہ کرے بصورت دیگر کارروائی عمل میں لائی جائے گی۔ عدالت میں حاضر ہو کر اپنا موقف پیش کرے۔ اشتہار ہذا کے ذریعے عوام الناس کو مطلع کیا جاتا ہے کہ مسمی محمد اسلم ولد محمد اشرف سکنہ لاہور نے اپنی جائیداد کے متعلق درخواست دائر کی ہے۔ اگر کسی کو اس پر کوئی اعتراض ہو تو وہ تاریخ اشاعت سے پندرہ یوم کے اندر دفتر ہذا میں رابطہ کرے بصورت دیگر کارروائی عمل میں لائی جائے گی۔ عدالت میں حاضر ہو کر اپنا موقف پیش کرے۔ اشتہار ہذا کے ذریعے عوام الناس کو مطلع کیا جاتا ہے کہ مسمی محمد اسلم ولد محمد اشرف سکنہ لاہور نے اپنی جائیداد کے متعلق درخواست دائر کی ہے۔ اگر کسی کو اس پر کوئی اعتراض ہو تو وہ تاریخ اشاعت سے پندرہ یوم کے اندر دفتر ہذا میں رابطہ کرے بصورت دیگر کارروائی عمل میں لائی جائے گی۔ عدالت میں حاضر ہو کر اپنا موقف پیش کرے۔ bbox=[735, 379, 873, 752]
ad-signature: ایڈووکیٹ ہائیکورٹ bbox=[10, 1014, 75, 1021]
ad-title: اشتہار bbox=[735, 2137, 768, 2150]
classified-ad bbox=[445, 2396, 581, 2576]
ad-header bbox=[155, 768, 291, 781]
ad-body: اشتہار ہذا کے ذریعے عوام الناس کو مطلع کیا جاتا ہے کہ مسمی محمد اسلم ولد محمد اشرف سکنہ لاہور نے اپنی جائیداد کے متعلق درخواست دائر کی ہے۔ اگر کسی کو اس پر کوئی اعتراض ہو تو وہ تاریخ اشاعت سے پندرہ یوم کے اندر دفتر ہذا میں رابطہ کرے بصورت دیگر کارروائی عمل میں لائی جائے گی۔ عدالت میں حاضر ہو کر اپنا موقف پیش کرے۔ اشتہار ہذا کے ذریعے عوام الناس کو مطلع کیا جاتا ہے کہ مسمی محمد اسلم ولد محمد اشرف سکنہ لاہور نے اپنی جائیداد کے متعلق درخواست دائر کی ہے۔ اگر کسی کو اس پر کوئی اعتراض ہو تو وہ تاریخ اشاعت سے پندرہ یوم کے اندر دفتر ہذا میں رابطہ کرے بصورت دیگر کارروائی عمل میں لائی جائے گی۔ عدالت میں حاضر ہو کر اپنا موقف پیش کرے۔ اشتہار ہذا کے ذریعے عوام الناس کو مطلع کیا جاتا ہے کہ مسمی محمد اسلم ولد محمد اشرف سکنہ لاہور نے اپنی جائیداد کے متعلق درخواست دائر کی ہے۔ اگر کسی کو اس پر کوئی اعتراض ہو تو وہ تاریخ اشاعت سے پندرہ یوم کے اندر دفتر ہذا میں رابطہ کرے بصورت دیگر کارروائی عمل میں لائی جائے گی۔ عدالت میں حاضر ہو کر اپنا موقف پیش کرے۔ اشتہار ہذا کے ذریعے عوام الناس کو مطلع کیا جاتا ہے کہ مسمی محمد اسلم ولد محمد اشرف سکنہ لاہور نے اپنی جائیداد کے متعلق درخواست دائر کی ہے۔ اگر کسی کو اس پر کوئی اعتراض ہو تو وہ تاریخ اشاعت سے پندرہ یوم کے اندر دفتر ہذا میں رابطہ کرے بصورت دیگر کارروائی عمل میں لائی جائے گی۔ عدالت میں حاضر ہو کر اپنا موقف پیش کرے۔ bbox=[880, 897, 1017, 1197]
ad-signature: ایڈووکیٹ ہائیکورٹ bbox=[880, 1200, 946, 1207]
ad-body: اشتہار ہذا کے ذریعے عوام الناس کو مطلع کیا جاتا ہے کہ مسمی محمد اسلم ولد محمد اشرف سکنہ لاہور نے اپنی جائیداد کے متعلق درخواست دائر کی ہے۔ اگر کسی کو اس پر کوئی اعتراض ہو تو وہ تاریخ اشاعت سے پندرہ یوم کے اندر دفتر ہذا میں رابطہ کرے بصورت دیگر کارروائی عمل میں لائی جائے گی۔ عدالت میں حاضر ہو کر اپنا موقف پیش کرے۔ اشتہار ہذا کے ذریعے عوام الناس کو مطلع کیا جاتا ہے کہ مسمی محمد اسلم ولد محمد اشرف سکنہ لاہور نے اپنی جائیداد کے متعلق درخواست دائر کی ہے۔ اگر کسی کو اس پر کوئی اعتراض ہو تو وہ تاریخ اشاعت سے پندرہ یوم کے اندر دفتر ہذا میں رابطہ کرے بصورت دیگر کارروائی عمل میں لائی جائے گی۔ عدالت میں حاضر ہو کر اپنا موقف پیش کرے۔ bbox=[445, 2412, 582, 2566]
ad-title: اشتہار bbox=[445, 216, 478, 229]
classified-ad bbox=[10, 30, 146, 284]
classified-ad bbox=[10, 622, 146, 1021]
ad-title: اشتہار bbox=[445, 30, 478, 43]
ad-title: اشتہار bbox=[300, 1619, 333, 1632]
classified-ad bbox=[1026, 216, 1162, 469]
ad-title: اشتہار bbox=[1026, 1658, 1058, 1671]
ad-signature: ایڈووکیٹ ہائیکورٹ bbox=[299, 1791, 365, 1799]
ad-body: اشتہار ہذا کے ذریعے عوام الناس کو مطلع کیا جاتا ہے کہ مسمی محمد اسلم ولد محمد اشرف سکنہ لاہور نے اپنی جائیداد کے متعلق درخواست دائر کی ہے۔ اگر کسی کو اس پر کوئی اعتراض ہو تو وہ تاریخ اشاعت سے پندرہ یوم کے اندر دفتر ہذا میں رابطہ کرے بصورت دیگر کارروائی عمل میں لائی جائے گی۔ عدالت میں حاضر ہو کر اپنا موقف پیش کرے۔ اشتہار ہذا کے ذریعے عوام الناس کو مطلع کیا جاتا ہے کہ مسمی محمد اسلم ولد محمد اشرف سکنہ لاہور نے اپنی جائیداد کے متعلق درخواست دائر کی ہے۔ اگر کسی کو اس پر کوئی اعتراض ہو تو وہ تاریخ اشاعت سے پندرہ یوم کے اندر دفتر ہذا میں رابطہ کرے بصورت دیگر کارروائی عمل میں لائی جائے گی۔ عدالت میں حاضر ہو کر اپنا موقف پیش کرے۔ اشتہار ہذا کے ذریعے عوام الناس کو مطلع کیا جاتا ہے کہ مسمی محمد اسلم ولد محمد اشرف سکنہ لاہور نے اپنی جائیداد کے متعلق درخواست دائر کی ہے۔ اگر کسی کو اس پر کوئی اعتراض ہو تو وہ تاریخ اشاعت سے پندرہ یوم کے اندر دفتر ہذا میں رابطہ کرے بصورت دیگر کارروائی عمل میں لائی جائے گی۔ عدالت میں حاضر ہو کر اپنا موقف پیش کرے۔ bbox=[299, 638, 437, 865]
ad-divider bbox=[771, 2143, 844, 2144]
ad-header bbox=[10, 622, 146, 635]
ad-signature: ایڈووکیٹ ہائیکورٹ bbox=[10, 276, 75, 284]
ad-header bbox=[880, 1213, 1017, 1226]
classified-ad bbox=[591, 622, 727, 1021]
ad-signature: ایڈووکیٹ ہائیکورٹ bbox=[590, 1459, 655, 1466]
ad-title: اشتہار bbox=[591, 1805, 623, 1818]
ad-signature: ایڈووکیٹ ہائیکورٹ bbox=[299, 422, 365, 430]
ad-signature: ایڈووکیٹ ہائیکورٹ bbox=[735, 940, 801, 948]
ad-signature: ایڈووکیٹ ہائیکورٹ bbox=[445, 203, 511, 210]
ad-title: اشتہار bbox=[880, 1213, 913, 1226]
ad-body: اشتہار ہذا کے ذریعے عوام الناس کو مطلع کیا جاتا ہے کہ مسمی محمد اسلم ولد محمد اشرف سکنہ لاہور نے اپنی جائیداد کے متعلق درخواست دائر کی ہے۔ اگر کسی کو اس پر کوئی اعتراض ہو تو وہ تاریخ اشاعت سے پندرہ یوم کے اندر دفتر ہذا میں رابطہ کرے بصورت دیگر کارروائی عمل میں لائی جائے گی۔ عدالت میں حاضر ہو کر اپنا موقف پیش کرے۔ اشتہار ہذا کے ذریعے عوام الناس کو مطلع کیا جاتا ہے کہ مسمی محمد اسلم ولد محمد اشرف سکنہ لاہور نے اپنی جائیداد کے متعلق درخواست دائر کی ہے۔ اگر کسی کو اس پر کوئی اعتراض ہو تو وہ تاریخ اشاعت سے پندرہ یوم کے اندر دفتر ہذا میں رابطہ کرے بصورت دیگر کارروائی عمل میں لائی جائے گی۔ عدالت میں حاضر ہو کر اپنا موقف پیش کرے۔ bbox=[1025, 1229, 1162, 1383]
ad-title: اشتہار bbox=[155, 30, 187, 43]
ad-header bbox=[735, 768, 872, 781]
ad-header bbox=[880, 436, 1017, 449]
ad-body: اشتہار ہذا کے ذریعے عوام الناس کو مطلع کیا جاتا ہے کہ مسمی محمد اسلم ولد محمد اشرف سکنہ لاہور نے اپنی جائیداد کے متعلق درخواست دائر کی ہے۔ اگر کسی کو اس پر کوئی اعتراض ہو تو وہ تاریخ اشاعت سے پندرہ یوم کے اندر دفتر ہذا میں رابطہ کرے بصورت دیگر کارروائی عمل میں لائی جائے گی۔ عدالت میں حاضر ہو کر اپنا موقف پیش کرے۔ اشتہار ہذا کے ذریعے عوام الناس کو مطلع کیا جاتا ہے کہ مسمی محمد اسلم ولد محمد اشرف سکنہ لاہور نے اپنی جائیداد کے متعلق درخواست دائر کی ہے۔ اگر کسی کو اس پر کوئی اعتراض ہو تو وہ تاریخ اشاعت سے پندرہ یوم کے اندر دفتر ہذا میں رابطہ کرے بصورت دیگر کارروائی عمل میں لائی جائے گی۔ عدالت میں حاضر ہو کر اپنا موقف پیش کرے۔ bbox=[299, 452, 437, 606]
ad-header bbox=[1026, 1213, 1162, 1226]
ad-number: 26 bbox=[701, 1213, 727, 1226]
ad-title: اشتہار bbox=[1026, 476, 1058, 489]
ad-signature: ایڈووکیٹ ہائیکورٹ bbox=[445, 1977, 511, 1985]
ad-title: اشتہار bbox=[155, 954, 187, 967]
ad-body: اشتہار ہذا کے ذریعے عوام الناس کو مطلع کیا جاتا ہے کہ مسمی محمد اسلم ولد محمد اشرف سکنہ لاہور نے اپنی جائیداد کے متعلق درخواست دائر کی ہے۔ اگر کسی کو اس پر کوئی اعتراض ہو تو وہ تاریخ اشاعت سے پندرہ یوم کے اندر دفتر ہذا میں رابطہ کرے بصورت دیگر کارروائی عمل میں لائی جائے گی۔ عدالت میں حاضر ہو کر اپنا موقف پیش کرے۔ اشتہار ہذا کے ذریعے عوام الناس کو مطلع کیا جاتا ہے کہ مسمی محمد اسلم ولد محمد اشرف سکنہ لاہور نے اپنی جائیداد کے متعلق درخواست دائر کی ہے۔ اگر کسی کو اس پر کوئی اعتراض ہو تو وہ تاریخ اشاعت سے پندرہ یوم کے اندر دفتر ہذا میں رابطہ کرے بصورت دیگر کارروائی عمل میں لائی جائے گی۔ عدالت میں حاضر ہو کر اپنا موقف پیش کرے۔ اشتہار ہذا کے ذریعے عوام الناس کو مطلع کیا جاتا ہے کہ مسمی محمد اسلم ولد محمد اشرف سکنہ لاہور نے اپنی جائیداد کے متعلق درخواست دائر کی ہے۔ اگر کسی کو اس پر کوئی اعتراض ہو تو وہ تاریخ اشاعت سے پندرہ یوم کے اندر دفتر ہذا میں رابطہ کرے بصورت دیگر کارروائی عمل میں لائی جائے گی۔ عدالت میں حاضر ہو کر اپنا موقف پیش کرے۔ اشتہار ہذا کے ذریعے عوام الناس کو مطلع کیا جاتا ہے کہ مسمی محمد اسلم ولد محمد اشرف سکنہ لاہور نے اپنی جائیداد کے متعلق درخواست دائر کی ہے۔ اگر کسی کو اس پر کوئی اعتراض ہو تو وہ تاریخ اشاعت سے پندرہ یوم کے اندر دفتر ہذا میں رابطہ کرے بصورت دیگر کارروائی عمل میں لائی جائے گی۔ عدالت میں حاضر ہو کر اپنا موقف پیش کرے۔ اشتہار ہذا کے ذریعے عوام الناس کو مطلع کیا جاتا ہے کہ مسمی محمد اسلم ولد محمد اشرف سکنہ لاہور نے اپنی جائیداد کے متعلق درخواست دائر کی ہے۔ اگر کسی کو اس پر کوئی اعتراض ہو تو وہ تاریخ اشاعت سے پندرہ یوم کے اندر دفتر ہذا میں رابطہ کرے بصورت دیگر کارروائی عمل میں لائی جائے گی۔ عدالت میں حاضر ہو کر اپنا موقف پیش کرے۔ bbox=[590, 1821, 727, 2194]
issue-date: 05 فروری 2026ء bbox=[494, 5, 730, 23]
ad-signature: ایڈووکیٹ ہائیکورٹ bbox=[1025, 1200, 1090, 1207]
ad-number: 08 bbox=[1136, 1991, 1162, 2004]
ad-title: اشتہار bbox=[1026, 1213, 1058, 1226]
classified-ad bbox=[591, 30, 727, 284]
ad-divider bbox=[481, 1664, 553, 1665]
classified-ad bbox=[735, 30, 872, 357]
classified-ad bbox=[155, 1213, 291, 1540]
classified-ad bbox=[445, 476, 581, 802]
ad-divider bbox=[771, 960, 844, 961]
classified-ad bbox=[155, 954, 291, 1207]
ad-number: 05 bbox=[1136, 1213, 1162, 1226]
ad-title: اشتہار bbox=[1026, 808, 1058, 821]
ad-header bbox=[445, 1991, 581, 2004]
classified-ad bbox=[445, 1991, 581, 2390]
ad-number: 49 bbox=[120, 30, 146, 43]
classified-ad bbox=[445, 30, 581, 210]
ad-number: 36 bbox=[556, 1991, 582, 2004]
ad-divider bbox=[191, 1219, 263, 1220]
ad-divider bbox=[771, 774, 844, 775]
